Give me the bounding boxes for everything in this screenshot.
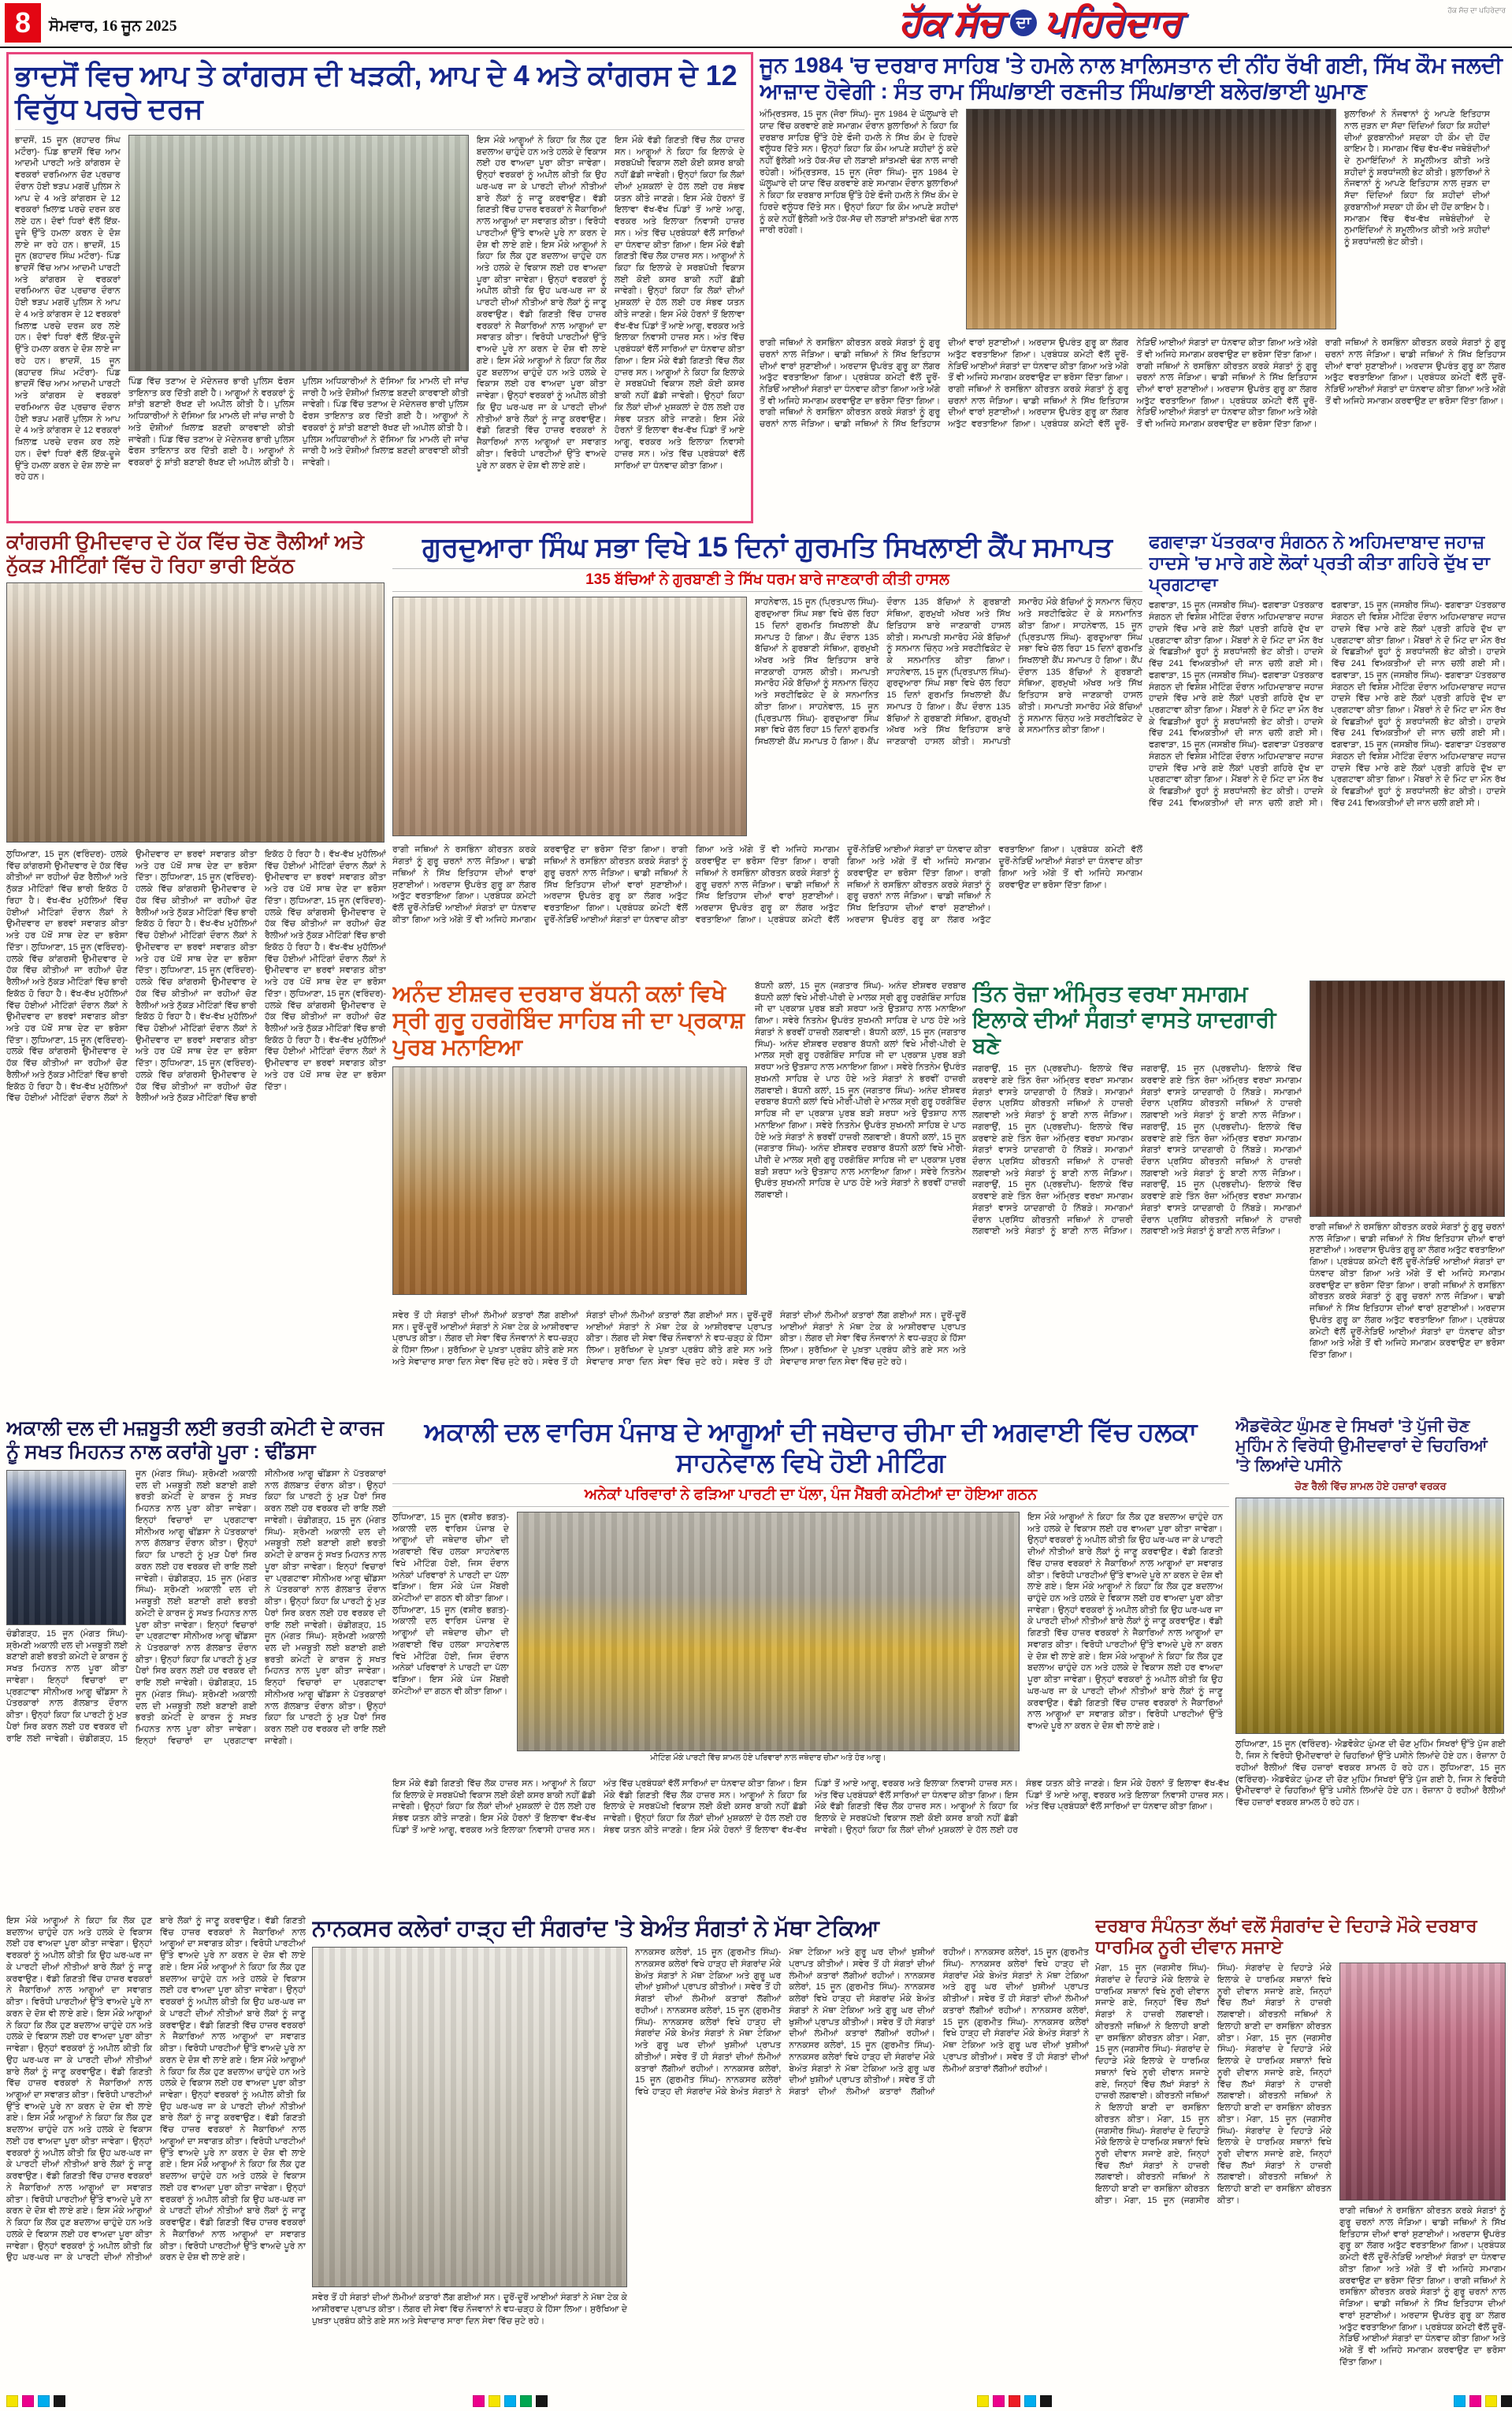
registration-mark bbox=[1024, 2395, 1036, 2407]
masthead bbox=[788, 0, 1292, 46]
article-text-column: ਲੁਧਿਆਣਾ, 15 ਜੂਨ (ਵਰਿੰਦਰ)- ਐਡਵੋਕੇਟ ਘੁੰਮਣ ਦੀ ਚੋਣ ਮੁਹਿੰਮ ਸਿਖਰਾਂ ਉੱਤੇ ਪੁੱਜ ਗਈ ਹੈ, ਜਿਸ ਨੇ ਵਿਰੋਧੀ ਉਮੀਦਵਾਰਾਂ ਦੇ ਚਿਹਰਿਆਂ ਉੱਤੇ ਪਸੀਨੇ ਲਿਆਂਦੇ ਹੋਏ ਹਨ। ਰੋਜ਼ਾਨਾ ਹੋ ਰਹੀਆਂ ਰੈਲੀਆਂ ਵਿੱਚ ਹਜ਼ਾਰਾਂ ਵਰਕਰ ਸ਼ਾਮਲ ਹੋ ਰਹੇ ਹਨ। ਲੁਧਿਆਣਾ, 15 ਜੂਨ (ਵਰਿੰਦਰ)- ਐਡਵੋਕੇਟ ਘੁੰਮਣ ਦੀ ਚੋਣ ਮੁਹਿੰਮ ਸਿਖਰਾਂ ਉੱਤੇ ਪੁੱਜ ਗਈ ਹੈ, ਜਿਸ ਨੇ ਵਿਰੋਧੀ ਉਮੀਦਵਾਰਾਂ ਦੇ ਚਿਹਰਿਆਂ ਉੱਤੇ ਪਸੀਨੇ ਲਿਆਂਦੇ ਹੋਏ ਹਨ। ਰੋਜ਼ਾਨਾ ਹੋ ਰਹੀਆਂ ਰੈਲੀਆਂ ਵਿੱਚ ਹਜ਼ਾਰਾਂ ਵਰਕਰ ਸ਼ਾਮਲ ਹੋ ਰਹੇ ਹਨ। bbox=[1235, 1739, 1506, 1807]
rally-crowd-photo bbox=[6, 582, 385, 843]
diwan-hall-photo bbox=[1310, 980, 1505, 1217]
registration-mark bbox=[1454, 2395, 1466, 2407]
article-text-column: ਜਗਰਾਉਂ, 15 ਜੂਨ (ਪ੍ਰਭਦੀਪ)- ਇਲਾਕੇ ਵਿੱਚ ਕਰਵਾਏ ਗਏ ਤਿੰਨ ਰੋਜ਼ਾ ਅੰਮ੍ਰਿਤ ਵਰਖਾ ਸਮਾਗਮ ਸੰਗਤਾਂ ਵਾਸਤੇ ਯਾਦਗਾਰੀ ਹੋ ਨਿੱਬੜੇ। ਸਮਾਗਮਾਂ ਦੌਰਾਨ ਪ੍ਰਸਿੱਧ ਕੀਰਤਨੀ ਜਥਿਆਂ ਨੇ ਹਾਜ਼ਰੀ ਲਗਵਾਈ ਅਤੇ ਸੰਗਤਾਂ ਨੂੰ ਬਾਣੀ ਨਾਲ ਜੋੜਿਆ। ਜਗਰਾਉਂ, 15 ਜੂਨ (ਪ੍ਰਭਦੀਪ)- ਇਲਾਕੇ ਵਿੱਚ ਕਰਵਾਏ ਗਏ ਤਿੰਨ ਰੋਜ਼ਾ ਅੰਮ੍ਰਿਤ ਵਰਖਾ ਸਮਾਗਮ ਸੰਗਤਾਂ ਵਾਸਤੇ ਯਾਦਗਾਰੀ ਹੋ ਨਿੱਬੜੇ। ਸਮਾਗਮਾਂ ਦੌਰਾਨ ਪ੍ਰਸਿੱਧ ਕੀਰਤਨੀ ਜਥਿਆਂ ਨੇ ਹਾਜ਼ਰੀ ਲਗਵਾਈ ਅਤੇ ਸੰਗਤਾਂ ਨੂੰ ਬਾਣੀ ਨਾਲ ਜੋੜਿਆ। ਜਗਰਾਉਂ, 15 ਜੂਨ (ਪ੍ਰਭਦੀਪ)- ਇਲਾਕੇ ਵਿੱਚ ਕਰਵਾਏ ਗਏ ਤਿੰਨ ਰੋਜ਼ਾ ਅੰਮ੍ਰਿਤ ਵਰਖਾ ਸਮਾਗਮ ਸੰਗਤਾਂ ਵਾਸਤੇ ਯਾਦਗਾਰੀ ਹੋ ਨਿੱਬੜੇ। ਸਮਾਗਮਾਂ ਦੌਰਾਨ ਪ੍ਰਸਿੱਧ ਕੀਰਤਨੀ ਜਥਿਆਂ ਨੇ ਹਾਜ਼ਰੀ ਲਗਵਾਈ ਅਤੇ ਸੰਗਤਾਂ ਨੂੰ ਬਾਣੀ ਨਾਲ ਜੋੜਿਆ। ਜਗਰਾਉਂ, 15 ਜੂਨ (ਪ੍ਰਭਦੀਪ)- ਇਲਾਕੇ ਵਿੱਚ ਕਰਵਾਏ ਗਏ ਤਿੰਨ ਰੋਜ਼ਾ ਅੰਮ੍ਰਿਤ ਵਰਖਾ ਸਮਾਗਮ ਸੰਗਤਾਂ ਵਾਸਤੇ ਯਾਦਗਾਰੀ ਹੋ ਨਿੱਬੜੇ। ਸਮਾਗਮਾਂ ਦੌਰਾਨ ਪ੍ਰਸਿੱਧ ਕੀਰਤਨੀ ਜਥਿਆਂ ਨੇ ਹਾਜ਼ਰੀ ਲਗਵਾਈ ਅਤੇ ਸੰਗਤਾਂ ਨੂੰ ਬਾਣੀ ਨਾਲ ਜੋੜਿਆ। ਜਗਰਾਉਂ, 15 ਜੂਨ (ਪ੍ਰਭਦੀਪ)- ਇਲਾਕੇ ਵਿੱਚ ਕਰਵਾਏ ਗਏ ਤਿੰਨ ਰੋਜ਼ਾ ਅੰਮ੍ਰਿਤ ਵਰਖਾ ਸਮਾਗਮ ਸੰਗਤਾਂ ਵਾਸਤੇ ਯਾਦਗਾਰੀ ਹੋ ਨਿੱਬੜੇ। ਸਮਾਗਮਾਂ ਦੌਰਾਨ ਪ੍ਰਸਿੱਧ ਕੀਰਤਨੀ ਜਥਿਆਂ ਨੇ ਹਾਜ਼ਰੀ ਲਗਵਾਈ ਅਤੇ ਸੰਗਤਾਂ ਨੂੰ ਬਾਣੀ ਨਾਲ ਜੋੜਿਆ। ਜਗਰਾਉਂ, 15 ਜੂਨ (ਪ੍ਰਭਦੀਪ)- ਇਲਾਕੇ ਵਿੱਚ ਕਰਵਾਏ ਗਏ ਤਿੰਨ ਰੋਜ਼ਾ ਅੰਮ੍ਰਿਤ ਵਰਖਾ ਸਮਾਗਮ ਸੰਗਤਾਂ ਵਾਸਤੇ ਯਾਦਗਾਰੀ ਹੋ ਨਿੱਬੜੇ। ਸਮਾਗਮਾਂ ਦੌਰਾਨ ਪ੍ਰਸਿੱਧ ਕੀਰਤਨੀ ਜਥਿਆਂ ਨੇ ਹਾਜ਼ਰੀ ਲਗਵਾਈ ਅਤੇ ਸੰਗਤਾਂ ਨੂੰ ਬਾਣੀ ਨਾਲ ਜੋੜਿਆ। bbox=[972, 1064, 1302, 1237]
masthead-word: ਹੱਕ bbox=[898, 2, 946, 43]
article-sangrand-diwan bbox=[1095, 1915, 1506, 2396]
registration-mark bbox=[977, 2395, 989, 2407]
article-text-column: ਫਗਵਾੜਾ, 15 ਜੂਨ (ਜਸਬੀਰ ਸਿੰਘ)- ਫਗਵਾੜਾ ਪੱਤਰਕਾਰ ਸੰਗਠਨ ਦੀ ਵਿਸ਼ੇਸ਼ ਮੀਟਿੰਗ ਦੌਰਾਨ ਅਹਿਮਦਾਬਾਦ ਜਹਾਜ਼ ਹਾਦਸੇ ਵਿੱਚ ਮਾਰੇ ਗਏ ਲੋਕਾਂ ਪ੍ਰਤੀ ਗਹਿਰੇ ਦੁੱਖ ਦਾ ਪ੍ਰਗਟਾਵਾ ਕੀਤਾ ਗਿਆ। ਮੈਂਬਰਾਂ ਨੇ ਦੋ ਮਿੰਟ ਦਾ ਮੌਨ ਰੱਖ ਕੇ ਵਿਛੜੀਆਂ ਰੂਹਾਂ ਨੂੰ ਸ਼ਰਧਾਂਜਲੀ ਭੇਟ ਕੀਤੀ। ਹਾਦਸੇ ਵਿੱਚ 241 ਵਿਅਕਤੀਆਂ ਦੀ ਜਾਨ ਚਲੀ ਗਈ ਸੀ। ਫਗਵਾੜਾ, 15 ਜੂਨ (ਜਸਬੀਰ ਸਿੰਘ)- ਫਗਵਾੜਾ ਪੱਤਰਕਾਰ ਸੰਗਠਨ ਦੀ ਵਿਸ਼ੇਸ਼ ਮੀਟਿੰਗ ਦੌਰਾਨ ਅਹਿਮਦਾਬਾਦ ਜਹਾਜ਼ ਹਾਦਸੇ ਵਿੱਚ ਮਾਰੇ ਗਏ ਲੋਕਾਂ ਪ੍ਰਤੀ ਗਹਿਰੇ ਦੁੱਖ ਦਾ ਪ੍ਰਗਟਾਵਾ ਕੀਤਾ ਗਿਆ। ਮੈਂਬਰਾਂ ਨੇ ਦੋ ਮਿੰਟ ਦਾ ਮੌਨ ਰੱਖ ਕੇ ਵਿਛੜੀਆਂ ਰੂਹਾਂ ਨੂੰ ਸ਼ਰਧਾਂਜਲੀ ਭੇਟ ਕੀਤੀ। ਹਾਦਸੇ ਵਿੱਚ 241 ਵਿਅਕਤੀਆਂ ਦੀ ਜਾਨ ਚਲੀ ਗਈ ਸੀ। ਫਗਵਾੜਾ, 15 ਜੂਨ (ਜਸਬੀਰ ਸਿੰਘ)- ਫਗਵਾੜਾ ਪੱਤਰਕਾਰ ਸੰਗਠਨ ਦੀ ਵਿਸ਼ੇਸ਼ ਮੀਟਿੰਗ ਦੌਰਾਨ ਅਹਿਮਦਾਬਾਦ ਜਹਾਜ਼ ਹਾਦਸੇ ਵਿੱਚ ਮਾਰੇ ਗਏ ਲੋਕਾਂ ਪ੍ਰਤੀ ਗਹਿਰੇ ਦੁੱਖ ਦਾ ਪ੍ਰਗਟਾਵਾ ਕੀਤਾ ਗਿਆ। ਮੈਂਬਰਾਂ ਨੇ ਦੋ ਮਿੰਟ ਦਾ ਮੌਨ ਰੱਖ ਕੇ ਵਿਛੜੀਆਂ ਰੂਹਾਂ ਨੂੰ ਸ਼ਰਧਾਂਜਲੀ ਭੇਟ ਕੀਤੀ। ਹਾਦਸੇ ਵਿੱਚ 241 ਵਿਅਕਤੀਆਂ ਦੀ ਜਾਨ ਚਲੀ ਗਈ ਸੀ। ਫਗਵਾੜਾ, 15 ਜੂਨ (ਜਸਬੀਰ ਸਿੰਘ)- ਫਗਵਾੜਾ ਪੱਤਰਕਾਰ ਸੰਗਠਨ ਦੀ ਵਿਸ਼ੇਸ਼ ਮੀਟਿੰਗ ਦੌਰਾਨ ਅਹਿਮਦਾਬਾਦ ਜਹਾਜ਼ ਹਾਦਸੇ ਵਿੱਚ ਮਾਰੇ ਗਏ ਲੋਕਾਂ ਪ੍ਰਤੀ ਗਹਿਰੇ ਦੁੱਖ ਦਾ ਪ੍ਰਗਟਾਵਾ ਕੀਤਾ ਗਿਆ। ਮੈਂਬਰਾਂ ਨੇ ਦੋ ਮਿੰਟ ਦਾ ਮੌਨ ਰੱਖ ਕੇ ਵਿਛੜੀਆਂ ਰੂਹਾਂ ਨੂੰ ਸ਼ਰਧਾਂਜਲੀ ਭੇਟ ਕੀਤੀ। ਹਾਦਸੇ ਵਿੱਚ 241 ਵਿਅਕਤੀਆਂ ਦੀ ਜਾਨ ਚਲੀ ਗਈ ਸੀ। ਫਗਵਾੜਾ, 15 ਜੂਨ (ਜਸਬੀਰ ਸਿੰਘ)- ਫਗਵਾੜਾ ਪੱਤਰਕਾਰ ਸੰਗਠਨ ਦੀ ਵਿਸ਼ੇਸ਼ ਮੀਟਿੰਗ ਦੌਰਾਨ ਅਹਿਮਦਾਬਾਦ ਜਹਾਜ਼ ਹਾਦਸੇ ਵਿੱਚ ਮਾਰੇ ਗਏ ਲੋਕਾਂ ਪ੍ਰਤੀ ਗਹਿਰੇ ਦੁੱਖ ਦਾ ਪ੍ਰਗਟਾਵਾ ਕੀਤਾ ਗਿਆ। ਮੈਂਬਰਾਂ ਨੇ ਦੋ ਮਿੰਟ ਦਾ ਮੌਨ ਰੱਖ ਕੇ ਵਿਛੜੀਆਂ ਰੂਹਾਂ ਨੂੰ ਸ਼ਰਧਾਂਜਲੀ ਭੇਟ ਕੀਤੀ। ਹਾਦਸੇ ਵਿੱਚ 241 ਵਿਅਕਤੀਆਂ ਦੀ ਜਾਨ ਚਲੀ ਗਈ ਸੀ। ਫਗਵਾੜਾ, 15 ਜੂਨ (ਜਸਬੀਰ ਸਿੰਘ)- ਫਗਵਾੜਾ ਪੱਤਰਕਾਰ ਸੰਗਠਨ ਦੀ ਵਿਸ਼ੇਸ਼ ਮੀਟਿੰਗ ਦੌਰਾਨ ਅਹਿਮਦਾਬਾਦ ਜਹਾਜ਼ ਹਾਦਸੇ ਵਿੱਚ ਮਾਰੇ ਗਏ ਲੋਕਾਂ ਪ੍ਰਤੀ ਗਹਿਰੇ ਦੁੱਖ ਦਾ ਪ੍ਰਗਟਾਵਾ ਕੀਤਾ ਗਿਆ। ਮੈਂਬਰਾਂ ਨੇ ਦੋ ਮਿੰਟ ਦਾ ਮੌਨ ਰੱਖ ਕੇ ਵਿਛੜੀਆਂ ਰੂਹਾਂ ਨੂੰ ਸ਼ਰਧਾਂਜਲੀ ਭੇਟ ਕੀਤੀ। ਹਾਦਸੇ ਵਿੱਚ 241 ਵਿਅਕਤੀਆਂ ਦੀ ਜਾਨ ਚਲੀ ਗਈ ਸੀ। bbox=[1149, 601, 1506, 808]
masthead-word: ਸੱਚ bbox=[953, 2, 1002, 43]
article-text-column bbox=[6, 1468, 386, 1869]
article-phagwara bbox=[1149, 531, 1506, 974]
registration-mark bbox=[1009, 2395, 1020, 2407]
article-text-column: ਅੰਮ੍ਰਿਤਸਰ, 15 ਜੂਨ (ਜੋਰਾ ਸਿੰਘ)- ਜੂਨ 1984 ਦੇ ਘੱਲੂਘਾਰੇ ਦੀ ਯਾਦ ਵਿੱਚ ਕਰਵਾਏ ਗਏ ਸਮਾਗਮ ਦੌਰਾਨ ਬੁਲਾਰਿਆਂ ਨੇ ਕਿਹਾ ਕਿ ਦਰਬਾਰ ਸਾਹਿਬ ਉੱਤੇ ਹੋਏ ਫੌਜੀ ਹਮਲੇ ਨੇ ਸਿੱਖ ਕੌਮ ਦੇ ਹਿਰਦੇ ਵਲੂੰਧਰ ਦਿੱਤੇ ਸਨ। ਉਨ੍ਹਾਂ ਕਿਹਾ ਕਿ ਕੌਮ ਆਪਣੇ ਸ਼ਹੀਦਾਂ ਨੂੰ ਕਦੇ ਨਹੀਂ ਭੁੱਲੇਗੀ ਅਤੇ ਹੱਕ-ਸੱਚ ਦੀ ਲੜਾਈ ਸ਼ਾਂਤਮਈ ਢੰਗ ਨਾਲ ਜਾਰੀ ਰਹੇਗੀ। ਅੰਮ੍ਰਿਤਸਰ, 15 ਜੂਨ (ਜੋਰਾ ਸਿੰਘ)- ਜੂਨ 1984 ਦੇ ਘੱਲੂਘਾਰੇ ਦੀ ਯਾਦ ਵਿੱਚ ਕਰਵਾਏ ਗਏ ਸਮਾਗਮ ਦੌਰਾਨ ਬੁਲਾਰਿਆਂ ਨੇ ਕਿਹਾ ਕਿ ਦਰਬਾਰ ਸਾਹਿਬ ਉੱਤੇ ਹੋਏ ਫੌਜੀ ਹਮਲੇ ਨੇ ਸਿੱਖ ਕੌਮ ਦੇ ਹਿਰਦੇ ਵਲੂੰਧਰ ਦਿੱਤੇ ਸਨ। ਉਨ੍ਹਾਂ ਕਿਹਾ ਕਿ ਕੌਮ ਆਪਣੇ ਸ਼ਹੀਦਾਂ ਨੂੰ ਕਦੇ ਨਹੀਂ ਭੁੱਲੇਗੀ ਅਤੇ ਹੱਕ-ਸੱਚ ਦੀ ਲੜਾਈ ਸ਼ਾਂਤਮਈ ਢੰਗ ਨਾਲ ਜਾਰੀ ਰਹੇਗੀ। bbox=[760, 110, 958, 236]
article-waris-punjab bbox=[392, 1417, 1229, 1909]
article-text-column: ਰਾਗੀ ਜਥਿਆਂ ਨੇ ਰਸਭਿੰਨਾ ਕੀਰਤਨ ਕਰਕੇ ਸੰਗਤਾਂ ਨੂੰ ਗੁਰੂ ਚਰਨਾਂ ਨਾਲ ਜੋੜਿਆ। ਢਾਡੀ ਜਥਿਆਂ ਨੇ ਸਿੱਖ ਇਤਿਹਾਸ ਦੀਆਂ ਵਾਰਾਂ ਸੁਣਾਈਆਂ। ਅਰਦਾਸ ਉਪਰੰਤ ਗੁਰੂ ਕਾ ਲੰਗਰ ਅਤੁੱਟ ਵਰਤਾਇਆ ਗਿਆ। ਪ੍ਰਬੰਧਕ ਕਮੇਟੀ ਵੱਲੋਂ ਦੂਰੋਂ-ਨੇੜਿਓਂ ਆਈਆਂ ਸੰਗਤਾਂ ਦਾ ਧੰਨਵਾਦ ਕੀਤਾ ਗਿਆ ਅਤੇ ਅੱਗੇ ਤੋਂ ਵੀ ਅਜਿਹੇ ਸਮਾਗਮ ਕਰਵਾਉਣ ਦਾ ਭਰੋਸਾ ਦਿੱਤਾ ਗਿਆ। ਰਾਗੀ ਜਥਿਆਂ ਨੇ ਰਸਭਿੰਨਾ ਕੀਰਤਨ ਕਰਕੇ ਸੰਗਤਾਂ ਨੂੰ ਗੁਰੂ ਚਰਨਾਂ ਨਾਲ ਜੋੜਿਆ। ਢਾਡੀ ਜਥਿਆਂ ਨੇ ਸਿੱਖ ਇਤਿਹਾਸ ਦੀਆਂ ਵਾਰਾਂ ਸੁਣਾਈਆਂ। ਅਰਦਾਸ ਉਪਰੰਤ ਗੁਰੂ ਕਾ ਲੰਗਰ ਅਤੁੱਟ ਵਰਤਾਇਆ ਗਿਆ। ਪ੍ਰਬੰਧਕ ਕਮੇਟੀ ਵੱਲੋਂ ਦੂਰੋਂ-ਨੇੜਿਓਂ ਆਈਆਂ ਸੰਗਤਾਂ ਦਾ ਧੰਨਵਾਦ ਕੀਤਾ ਗਿਆ ਅਤੇ ਅੱਗੇ ਤੋਂ ਵੀ ਅਜਿਹੇ ਸਮਾਗਮ ਕਰਵਾਉਣ ਦਾ ਭਰੋਸਾ ਦਿੱਤਾ ਗਿਆ। ਰਾਗੀ ਜਥਿਆਂ ਨੇ ਰਸਭਿੰਨਾ ਕੀਰਤਨ ਕਰਕੇ ਸੰਗਤਾਂ ਨੂੰ ਗੁਰੂ ਚਰਨਾਂ ਨਾਲ ਜੋੜਿਆ। ਢਾਡੀ ਜਥਿਆਂ ਨੇ ਸਿੱਖ ਇਤਿਹਾਸ ਦੀਆਂ ਵਾਰਾਂ ਸੁਣਾਈਆਂ। ਅਰਦਾਸ ਉਪਰੰਤ ਗੁਰੂ ਕਾ ਲੰਗਰ ਅਤੁੱਟ ਵਰਤਾਇਆ ਗਿਆ। ਪ੍ਰਬੰਧਕ ਕਮੇਟੀ ਵੱਲੋਂ ਦੂਰੋਂ-ਨੇੜਿਓਂ ਆਈਆਂ ਸੰਗਤਾਂ ਦਾ ਧੰਨਵਾਦ ਕੀਤਾ ਗਿਆ ਅਤੇ ਅੱਗੇ ਤੋਂ ਵੀ ਅਜਿਹੇ ਸਮਾਗਮ ਕਰਵਾਉਣ ਦਾ ਭਰੋਸਾ ਦਿੱਤਾ ਗਿਆ। ਰਾਗੀ ਜਥਿਆਂ ਨੇ ਰਸਭਿੰਨਾ ਕੀਰਤਨ ਕਰਕੇ ਸੰਗਤਾਂ ਨੂੰ ਗੁਰੂ ਚਰਨਾਂ ਨਾਲ ਜੋੜਿਆ। ਢਾਡੀ ਜਥਿਆਂ ਨੇ ਸਿੱਖ ਇਤਿਹਾਸ ਦੀਆਂ ਵਾਰਾਂ ਸੁਣਾਈਆਂ। ਅਰਦਾਸ ਉਪਰੰਤ ਗੁਰੂ ਕਾ ਲੰਗਰ ਅਤੁੱਟ ਵਰਤਾਇਆ ਗਿਆ। ਪ੍ਰਬੰਧਕ ਕਮੇਟੀ ਵੱਲੋਂ ਦੂਰੋਂ-ਨੇੜਿਓਂ ਆਈਆਂ ਸੰਗਤਾਂ ਦਾ ਧੰਨਵਾਦ ਕੀਤਾ ਗਿਆ ਅਤੇ ਅੱਗੇ ਤੋਂ ਵੀ ਅਜਿਹੇ ਸਮਾਗਮ ਕਰਵਾਉਣ ਦਾ ਭਰੋਸਾ ਦਿੱਤਾ ਗਿਆ। ਰਾਗੀ ਜਥਿਆਂ ਨੇ ਰਸਭਿੰਨਾ ਕੀਰਤਨ ਕਰਕੇ ਸੰਗਤਾਂ ਨੂੰ ਗੁਰੂ ਚਰਨਾਂ ਨਾਲ ਜੋੜਿਆ। ਢਾਡੀ ਜਥਿਆਂ ਨੇ ਸਿੱਖ ਇਤਿਹਾਸ ਦੀਆਂ ਵਾਰਾਂ ਸੁਣਾਈਆਂ। ਅਰਦਾਸ ਉਪਰੰਤ ਗੁਰੂ ਕਾ ਲੰਗਰ ਅਤੁੱਟ ਵਰਤਾਇਆ ਗਿਆ। ਪ੍ਰਬੰਧਕ ਕਮੇਟੀ ਵੱਲੋਂ ਦੂਰੋਂ-ਨੇੜਿਓਂ ਆਈਆਂ ਸੰਗਤਾਂ ਦਾ ਧੰਨਵਾਦ ਕੀਤਾ ਗਿਆ ਅਤੇ ਅੱਗੇ ਤੋਂ ਵੀ ਅਜਿਹੇ ਸਮਾਗਮ ਕਰਵਾਉਣ ਦਾ ਭਰੋਸਾ ਦਿੱਤਾ ਗਿਆ। bbox=[760, 338, 1506, 430]
article-photo-block bbox=[392, 980, 747, 1304]
diwan-crowd-photo bbox=[1339, 1963, 1506, 2201]
registration-mark bbox=[520, 2395, 532, 2407]
registration-mark bbox=[1485, 2395, 1497, 2407]
article-text-column: ਨਾਨਕਸਰ ਕਲੇਰਾਂ, 15 ਜੂਨ (ਗੁਰਮੀਤ ਸਿੰਘ)- ਨਾਨਕਸਰ ਕਲੇਰਾਂ ਵਿਖੇ ਹਾੜ੍ਹ ਦੀ ਸੰਗਰਾਂਦ ਮੌਕੇ ਬੇਅੰਤ ਸੰਗਤਾਂ ਨੇ ਮੱਥਾ ਟੇਕਿਆ ਅਤੇ ਗੁਰੂ ਘਰ ਦੀਆਂ ਖੁਸ਼ੀਆਂ ਪ੍ਰਾਪਤ ਕੀਤੀਆਂ। ਸਵੇਰ ਤੋਂ ਹੀ ਸੰਗਤਾਂ ਦੀਆਂ ਲੰਮੀਆਂ ਕਤਾਰਾਂ ਲੱਗੀਆਂ ਰਹੀਆਂ। ਨਾਨਕਸਰ ਕਲੇਰਾਂ, 15 ਜੂਨ (ਗੁਰਮੀਤ ਸਿੰਘ)- ਨਾਨਕਸਰ ਕਲੇਰਾਂ ਵਿਖੇ ਹਾੜ੍ਹ ਦੀ ਸੰਗਰਾਂਦ ਮੌਕੇ ਬੇਅੰਤ ਸੰਗਤਾਂ ਨੇ ਮੱਥਾ ਟੇਕਿਆ ਅਤੇ ਗੁਰੂ ਘਰ ਦੀਆਂ ਖੁਸ਼ੀਆਂ ਪ੍ਰਾਪਤ ਕੀਤੀਆਂ। ਸਵੇਰ ਤੋਂ ਹੀ ਸੰਗਤਾਂ ਦੀਆਂ ਲੰਮੀਆਂ ਕਤਾਰਾਂ ਲੱਗੀਆਂ ਰਹੀਆਂ। ਨਾਨਕਸਰ ਕਲੇਰਾਂ, 15 ਜੂਨ (ਗੁਰਮੀਤ ਸਿੰਘ)- ਨਾਨਕਸਰ ਕਲੇਰਾਂ ਵਿਖੇ ਹਾੜ੍ਹ ਦੀ ਸੰਗਰਾਂਦ ਮੌਕੇ ਬੇਅੰਤ ਸੰਗਤਾਂ ਨੇ ਮੱਥਾ ਟੇਕਿਆ ਅਤੇ ਗੁਰੂ ਘਰ ਦੀਆਂ ਖੁਸ਼ੀਆਂ ਪ੍ਰਾਪਤ ਕੀਤੀਆਂ। ਸਵੇਰ ਤੋਂ ਹੀ ਸੰਗਤਾਂ ਦੀਆਂ ਲੰਮੀਆਂ ਕਤਾਰਾਂ ਲੱਗੀਆਂ ਰਹੀਆਂ। ਨਾਨਕਸਰ ਕਲੇਰਾਂ, 15 ਜੂਨ (ਗੁਰਮੀਤ ਸਿੰਘ)- ਨਾਨਕਸਰ ਕਲੇਰਾਂ ਵਿਖੇ ਹਾੜ੍ਹ ਦੀ ਸੰਗਰਾਂਦ ਮੌਕੇ ਬੇਅੰਤ ਸੰਗਤਾਂ ਨੇ ਮੱਥਾ ਟੇਕਿਆ ਅਤੇ ਗੁਰੂ ਘਰ ਦੀਆਂ ਖੁਸ਼ੀਆਂ ਪ੍ਰਾਪਤ ਕੀਤੀਆਂ। ਸਵੇਰ ਤੋਂ ਹੀ ਸੰਗਤਾਂ ਦੀਆਂ ਲੰਮੀਆਂ ਕਤਾਰਾਂ ਲੱਗੀਆਂ ਰਹੀਆਂ। ਨਾਨਕਸਰ ਕਲੇਰਾਂ, 15 ਜੂਨ (ਗੁਰਮੀਤ ਸਿੰਘ)- ਨਾਨਕਸਰ ਕਲੇਰਾਂ ਵਿਖੇ ਹਾੜ੍ਹ ਦੀ ਸੰਗਰਾਂਦ ਮੌਕੇ ਬੇਅੰਤ ਸੰਗਤਾਂ ਨੇ ਮੱਥਾ ਟੇਕਿਆ ਅਤੇ ਗੁਰੂ ਘਰ ਦੀਆਂ ਖੁਸ਼ੀਆਂ ਪ੍ਰਾਪਤ ਕੀਤੀਆਂ। ਸਵੇਰ ਤੋਂ ਹੀ ਸੰਗਤਾਂ ਦੀਆਂ ਲੰਮੀਆਂ ਕਤਾਰਾਂ ਲੱਗੀਆਂ ਰਹੀਆਂ। ਨਾਨਕਸਰ ਕਲੇਰਾਂ, 15 ਜੂਨ (ਗੁਰਮੀਤ ਸਿੰਘ)- ਨਾਨਕਸਰ ਕਲੇਰਾਂ ਵਿਖੇ ਹਾੜ੍ਹ ਦੀ ਸੰਗਰਾਂਦ ਮੌਕੇ ਬੇਅੰਤ ਸੰਗਤਾਂ ਨੇ ਮੱਥਾ ਟੇਕਿਆ ਅਤੇ ਗੁਰੂ ਘਰ ਦੀਆਂ ਖੁਸ਼ੀਆਂ ਪ੍ਰਾਪਤ ਕੀਤੀਆਂ। ਸਵੇਰ ਤੋਂ ਹੀ ਸੰਗਤਾਂ ਦੀਆਂ ਲੰਮੀਆਂ ਕਤਾਰਾਂ ਲੱਗੀਆਂ ਰਹੀਆਂ। ਨਾਨਕਸਰ ਕਲੇਰਾਂ, 15 ਜੂਨ (ਗੁਰਮੀਤ ਸਿੰਘ)- ਨਾਨਕਸਰ ਕਲੇਰਾਂ ਵਿਖੇ ਹਾੜ੍ਹ ਦੀ ਸੰਗਰਾਂਦ ਮੌਕੇ ਬੇਅੰਤ ਸੰਗਤਾਂ ਨੇ ਮੱਥਾ ਟੇਕਿਆ ਅਤੇ ਗੁਰੂ ਘਰ ਦੀਆਂ ਖੁਸ਼ੀਆਂ ਪ੍ਰਾਪਤ ਕੀਤੀਆਂ। ਸਵੇਰ ਤੋਂ ਹੀ ਸੰਗਤਾਂ ਦੀਆਂ ਲੰਮੀਆਂ ਕਤਾਰਾਂ ਲੱਗੀਆਂ ਰਹੀਆਂ। bbox=[635, 1948, 1089, 2097]
article-text-column: ਲੁਧਿਆਣਾ, 15 ਜੂਨ (ਵਸ਼ੀਰ ਭਗਤ)- ਅਕਾਲੀ ਦਲ ਵਾਰਿਸ ਪੰਜਾਬ ਦੇ ਆਗੂਆਂ ਦੀ ਜਥੇਦਾਰ ਚੀਮਾ ਦੀ ਅਗਵਾਈ ਵਿੱਚ ਹਲਕਾ ਸਾਹਨੇਵਾਲ ਵਿਖੇ ਮੀਟਿੰਗ ਹੋਈ, ਜਿਸ ਦੌਰਾਨ ਅਨੇਕਾਂ ਪਰਿਵਾਰਾਂ ਨੇ ਪਾਰਟੀ ਦਾ ਪੱਲਾ ਫੜਿਆ। ਇਸ ਮੌਕੇ ਪੰਜ ਮੈਂਬਰੀ ਕਮੇਟੀਆਂ ਦਾ ਗਠਨ ਵੀ ਕੀਤਾ ਗਿਆ। ਲੁਧਿਆਣਾ, 15 ਜੂਨ (ਵਸ਼ੀਰ ਭਗਤ)- ਅਕਾਲੀ ਦਲ ਵਾਰਿਸ ਪੰਜਾਬ ਦੇ ਆਗੂਆਂ ਦੀ ਜਥੇਦਾਰ ਚੀਮਾ ਦੀ ਅਗਵਾਈ ਵਿੱਚ ਹਲਕਾ ਸਾਹਨੇਵਾਲ ਵਿਖੇ ਮੀਟਿੰਗ ਹੋਈ, ਜਿਸ ਦੌਰਾਨ ਅਨੇਕਾਂ ਪਰਿਵਾਰਾਂ ਨੇ ਪਾਰਟੀ ਦਾ ਪੱਲਾ ਫੜਿਆ। ਇਸ ਮੌਕੇ ਪੰਜ ਮੈਂਬਰੀ ਕਮੇਟੀਆਂ ਦਾ ਗਠਨ ਵੀ ਕੀਤਾ ਗਿਆ। bbox=[392, 1512, 509, 1696]
article-dhindsa-continued bbox=[6, 1915, 306, 2396]
photo-caption: ਮੀਟਿੰਗ ਮੌਕੇ ਪਾਰਟੀ ਵਿੱਚ ਸ਼ਾਮਲ ਹੋਏ ਪਰਿਵਾਰਾਂ ਨਾਲ ਜਥੇਦਾਰ ਚੀਮਾ ਅਤੇ ਹੋਰ ਆਗੂ। bbox=[650, 1753, 886, 1762]
article-subhead: 135 ਬੱਚਿਆਂ ਨੇ ਗੁਰਬਾਣੀ ਤੇ ਸਿੱਖ ਧਰਮ ਬਾਰੇ ਜਾਣਕਾਰੀ ਕੀਤੀ ਹਾਸਲ bbox=[392, 568, 1142, 592]
article-text-column: ਬੱਧਨੀ ਕਲਾਂ, 15 ਜੂਨ (ਜਗਤਾਰ ਸਿੰਘ)- ਅਨੰਦ ਈਸ਼ਵਰ ਦਰਬਾਰ ਬੱਧਨੀ ਕਲਾਂ ਵਿਖੇ ਮੀਰੀ-ਪੀਰੀ ਦੇ ਮਾਲਕ ਸ੍ਰੀ ਗੁਰੂ ਹਰਗੋਬਿੰਦ ਸਾਹਿਬ ਜੀ ਦਾ ਪ੍ਰਕਾਸ਼ ਪੁਰਬ ਬੜੀ ਸ਼ਰਧਾ ਅਤੇ ਉਤਸ਼ਾਹ ਨਾਲ ਮਨਾਇਆ ਗਿਆ। ਸਵੇਰੇ ਨਿਤਨੇਮ ਉਪਰੰਤ ਸੁਖਮਨੀ ਸਾਹਿਬ ਦੇ ਪਾਠ ਹੋਏ ਅਤੇ ਸੰਗਤਾਂ ਨੇ ਭਰਵੀਂ ਹਾਜ਼ਰੀ ਲਗਵਾਈ। ਬੱਧਨੀ ਕਲਾਂ, 15 ਜੂਨ (ਜਗਤਾਰ ਸਿੰਘ)- ਅਨੰਦ ਈਸ਼ਵਰ ਦਰਬਾਰ ਬੱਧਨੀ ਕਲਾਂ ਵਿਖੇ ਮੀਰੀ-ਪੀਰੀ ਦੇ ਮਾਲਕ ਸ੍ਰੀ ਗੁਰੂ ਹਰਗੋਬਿੰਦ ਸਾਹਿਬ ਜੀ ਦਾ ਪ੍ਰਕਾਸ਼ ਪੁਰਬ ਬੜੀ ਸ਼ਰਧਾ ਅਤੇ ਉਤਸ਼ਾਹ ਨਾਲ ਮਨਾਇਆ ਗਿਆ। ਸਵੇਰੇ ਨਿਤਨੇਮ ਉਪਰੰਤ ਸੁਖਮਨੀ ਸਾਹਿਬ ਦੇ ਪਾਠ ਹੋਏ ਅਤੇ ਸੰਗਤਾਂ ਨੇ ਭਰਵੀਂ ਹਾਜ਼ਰੀ ਲਗਵਾਈ। ਬੱਧਨੀ ਕਲਾਂ, 15 ਜੂਨ (ਜਗਤਾਰ ਸਿੰਘ)- ਅਨੰਦ ਈਸ਼ਵਰ ਦਰਬਾਰ ਬੱਧਨੀ ਕਲਾਂ ਵਿਖੇ ਮੀਰੀ-ਪੀਰੀ ਦੇ ਮਾਲਕ ਸ੍ਰੀ ਗੁਰੂ ਹਰਗੋਬਿੰਦ ਸਾਹਿਬ ਜੀ ਦਾ ਪ੍ਰਕਾਸ਼ ਪੁਰਬ ਬੜੀ ਸ਼ਰਧਾ ਅਤੇ ਉਤਸ਼ਾਹ ਨਾਲ ਮਨਾਇਆ ਗਿਆ। ਸਵੇਰੇ ਨਿਤਨੇਮ ਉਪਰੰਤ ਸੁਖਮਨੀ ਸਾਹਿਬ ਦੇ ਪਾਠ ਹੋਏ ਅਤੇ ਸੰਗਤਾਂ ਨੇ ਭਰਵੀਂ ਹਾਜ਼ਰੀ ਲਗਵਾਈ। ਬੱਧਨੀ ਕਲਾਂ, 15 ਜੂਨ (ਜਗਤਾਰ ਸਿੰਘ)- ਅਨੰਦ ਈਸ਼ਵਰ ਦਰਬਾਰ ਬੱਧਨੀ ਕਲਾਂ ਵਿਖੇ ਮੀਰੀ-ਪੀਰੀ ਦੇ ਮਾਲਕ ਸ੍ਰੀ ਗੁਰੂ ਹਰਗੋਬਿੰਦ ਸਾਹਿਬ ਜੀ ਦਾ ਪ੍ਰਕਾਸ਼ ਪੁਰਬ ਬੜੀ ਸ਼ਰਧਾ ਅਤੇ ਉਤਸ਼ਾਹ ਨਾਲ ਮਨਾਇਆ ਗਿਆ। ਸਵੇਰੇ ਨਿਤਨੇਮ ਉਪਰੰਤ ਸੁਖਮਨੀ ਸਾਹਿਬ ਦੇ ਪਾਠ ਹੋਏ ਅਤੇ ਸੰਗਤਾਂ ਨੇ ਭਰਵੀਂ ਹਾਜ਼ਰੀ ਲਗਵਾਈ। bbox=[755, 981, 966, 1200]
article-text-column: ਇਸ ਮੌਕੇ ਆਗੂਆਂ ਨੇ ਕਿਹਾ ਕਿ ਲੋਕ ਹੁਣ ਬਦਲਾਅ ਚਾਹੁੰਦੇ ਹਨ ਅਤੇ ਹਲਕੇ ਦੇ ਵਿਕਾਸ ਲਈ ਹਰ ਵਾਅਦਾ ਪੂਰਾ ਕੀਤਾ ਜਾਵੇਗਾ। ਉਨ੍ਹਾਂ ਵਰਕਰਾਂ ਨੂੰ ਅਪੀਲ ਕੀਤੀ ਕਿ ਉਹ ਘਰ-ਘਰ ਜਾ ਕੇ ਪਾਰਟੀ ਦੀਆਂ ਨੀਤੀਆਂ ਬਾਰੇ ਲੋਕਾਂ ਨੂੰ ਜਾਣੂ ਕਰਵਾਉਣ। ਵੱਡੀ ਗਿਣਤੀ ਵਿੱਚ ਹਾਜ਼ਰ ਵਰਕਰਾਂ ਨੇ ਜੈਕਾਰਿਆਂ ਨਾਲ ਆਗੂਆਂ ਦਾ ਸਵਾਗਤ ਕੀਤਾ। ਵਿਰੋਧੀ ਪਾਰਟੀਆਂ ਉੱਤੇ ਵਾਅਦੇ ਪੂਰੇ ਨਾ ਕਰਨ ਦੇ ਦੋਸ਼ ਵੀ ਲਾਏ ਗਏ। ਇਸ ਮੌਕੇ ਆਗੂਆਂ ਨੇ ਕਿਹਾ ਕਿ ਲੋਕ ਹੁਣ ਬਦਲਾਅ ਚਾਹੁੰਦੇ ਹਨ ਅਤੇ ਹਲਕੇ ਦੇ ਵਿਕਾਸ ਲਈ ਹਰ ਵਾਅਦਾ ਪੂਰਾ ਕੀਤਾ ਜਾਵੇਗਾ। ਉਨ੍ਹਾਂ ਵਰਕਰਾਂ ਨੂੰ ਅਪੀਲ ਕੀਤੀ ਕਿ ਉਹ ਘਰ-ਘਰ ਜਾ ਕੇ ਪਾਰਟੀ ਦੀਆਂ ਨੀਤੀਆਂ ਬਾਰੇ ਲੋਕਾਂ ਨੂੰ ਜਾਣੂ ਕਰਵਾਉਣ। ਵੱਡੀ ਗਿਣਤੀ ਵਿੱਚ ਹਾਜ਼ਰ ਵਰਕਰਾਂ ਨੇ ਜੈਕਾਰਿਆਂ ਨਾਲ ਆਗੂਆਂ ਦਾ ਸਵਾਗਤ ਕੀਤਾ। ਵਿਰੋਧੀ ਪਾਰਟੀਆਂ ਉੱਤੇ ਵਾਅਦੇ ਪੂਰੇ ਨਾ ਕਰਨ ਦੇ ਦੋਸ਼ ਵੀ ਲਾਏ ਗਏ। ਇਸ ਮੌਕੇ ਆਗੂਆਂ ਨੇ ਕਿਹਾ ਕਿ ਲੋਕ ਹੁਣ ਬਦਲਾਅ ਚਾਹੁੰਦੇ ਹਨ ਅਤੇ ਹਲਕੇ ਦੇ ਵਿਕਾਸ ਲਈ ਹਰ ਵਾਅਦਾ ਪੂਰਾ ਕੀਤਾ ਜਾਵੇਗਾ। ਉਨ੍ਹਾਂ ਵਰਕਰਾਂ ਨੂੰ ਅਪੀਲ ਕੀਤੀ ਕਿ ਉਹ ਘਰ-ਘਰ ਜਾ ਕੇ ਪਾਰਟੀ ਦੀਆਂ ਨੀਤੀਆਂ ਬਾਰੇ ਲੋਕਾਂ ਨੂੰ ਜਾਣੂ ਕਰਵਾਉਣ। ਵੱਡੀ ਗਿਣਤੀ ਵਿੱਚ ਹਾਜ਼ਰ ਵਰਕਰਾਂ ਨੇ ਜੈਕਾਰਿਆਂ ਨਾਲ ਆਗੂਆਂ ਦਾ ਸਵਾਗਤ ਕੀਤਾ। ਵਿਰੋਧੀ ਪਾਰਟੀਆਂ ਉੱਤੇ ਵਾਅਦੇ ਪੂਰੇ ਨਾ ਕਰਨ ਦੇ ਦੋਸ਼ ਵੀ ਲਾਏ ਗਏ। bbox=[1027, 1512, 1223, 1732]
registration-mark bbox=[1501, 2395, 1512, 2407]
article-text-column: ਇਸ ਮੌਕੇ ਵੱਡੀ ਗਿਣਤੀ ਵਿੱਚ ਲੋਕ ਹਾਜ਼ਰ ਸਨ। ਆਗੂਆਂ ਨੇ ਕਿਹਾ ਕਿ ਇਲਾਕੇ ਦੇ ਸਰਬਪੱਖੀ ਵਿਕਾਸ ਲਈ ਕੋਈ ਕਸਰ ਬਾਕੀ ਨਹੀਂ ਛੱਡੀ ਜਾਵੇਗੀ। ਉਨ੍ਹਾਂ ਕਿਹਾ ਕਿ ਲੋਕਾਂ ਦੀਆਂ ਮੁਸ਼ਕਲਾਂ ਦੇ ਹੱਲ ਲਈ ਹਰ ਸੰਭਵ ਯਤਨ ਕੀਤੇ ਜਾਣਗੇ। ਇਸ ਮੌਕੇ ਹੋਰਨਾਂ ਤੋਂ ਇਲਾਵਾ ਵੱਖ-ਵੱਖ ਪਿੰਡਾਂ ਤੋਂ ਆਏ ਆਗੂ, ਵਰਕਰ ਅਤੇ ਇਲਾਕਾ ਨਿਵਾਸੀ ਹਾਜ਼ਰ ਸਨ। ਅੰਤ ਵਿੱਚ ਪ੍ਰਬੰਧਕਾਂ ਵੱਲੋਂ ਸਾਰਿਆਂ ਦਾ ਧੰਨਵਾਦ ਕੀਤਾ ਗਿਆ। ਇਸ ਮੌਕੇ ਵੱਡੀ ਗਿਣਤੀ ਵਿੱਚ ਲੋਕ ਹਾਜ਼ਰ ਸਨ। ਆਗੂਆਂ ਨੇ ਕਿਹਾ ਕਿ ਇਲਾਕੇ ਦੇ ਸਰਬਪੱਖੀ ਵਿਕਾਸ ਲਈ ਕੋਈ ਕਸਰ ਬਾਕੀ ਨਹੀਂ ਛੱਡੀ ਜਾਵੇਗੀ। ਉਨ੍ਹਾਂ ਕਿਹਾ ਕਿ ਲੋਕਾਂ ਦੀਆਂ ਮੁਸ਼ਕਲਾਂ ਦੇ ਹੱਲ ਲਈ ਹਰ ਸੰਭਵ ਯਤਨ ਕੀਤੇ ਜਾਣਗੇ। ਇਸ ਮੌਕੇ ਹੋਰਨਾਂ ਤੋਂ ਇਲਾਵਾ ਵੱਖ-ਵੱਖ ਪਿੰਡਾਂ ਤੋਂ ਆਏ ਆਗੂ, ਵਰਕਰ ਅਤੇ ਇਲਾਕਾ ਨਿਵਾਸੀ ਹਾਜ਼ਰ ਸਨ। ਅੰਤ ਵਿੱਚ ਪ੍ਰਬੰਧਕਾਂ ਵੱਲੋਂ ਸਾਰਿਆਂ ਦਾ ਧੰਨਵਾਦ ਕੀਤਾ ਗਿਆ। ਇਸ ਮੌਕੇ ਵੱਡੀ ਗਿਣਤੀ ਵਿੱਚ ਲੋਕ ਹਾਜ਼ਰ ਸਨ। ਆਗੂਆਂ ਨੇ ਕਿਹਾ ਕਿ ਇਲਾਕੇ ਦੇ ਸਰਬਪੱਖੀ ਵਿਕਾਸ ਲਈ ਕੋਈ ਕਸਰ ਬਾਕੀ ਨਹੀਂ ਛੱਡੀ ਜਾਵੇਗੀ। ਉਨ੍ਹਾਂ ਕਿਹਾ ਕਿ ਲੋਕਾਂ ਦੀਆਂ ਮੁਸ਼ਕਲਾਂ ਦੇ ਹੱਲ ਲਈ ਹਰ ਸੰਭਵ ਯਤਨ ਕੀਤੇ ਜਾਣਗੇ। ਇਸ ਮੌਕੇ ਹੋਰਨਾਂ ਤੋਂ ਇਲਾਵਾ ਵੱਖ-ਵੱਖ ਪਿੰਡਾਂ ਤੋਂ ਆਏ ਆਗੂ, ਵਰਕਰ ਅਤੇ ਇਲਾਕਾ ਨਿਵਾਸੀ ਹਾਜ਼ਰ ਸਨ। ਅੰਤ ਵਿੱਚ ਪ੍ਰਬੰਧਕਾਂ ਵੱਲੋਂ ਸਾਰਿਆਂ ਦਾ ਧੰਨਵਾਦ ਕੀਤਾ ਗਿਆ। bbox=[392, 1778, 1229, 1835]
registration-marks bbox=[473, 2395, 548, 2407]
article-headline: ਨਾਨਕਸਰ ਕਲੇਰਾਂ ਹਾੜ੍ਹ ਦੀ ਸੰਗਰਾਂਦ 'ਤੇ ਬੇਅੰਤ ਸੰਗਤਾਂ ਨੇ ਮੱਥਾ ਟੇਕਿਆ bbox=[312, 1916, 879, 1941]
article-parkash-purab bbox=[392, 980, 966, 1411]
article-text-column: ਇਸ ਮੌਕੇ ਵੱਡੀ ਗਿਣਤੀ ਵਿੱਚ ਲੋਕ ਹਾਜ਼ਰ ਸਨ। ਆਗੂਆਂ ਨੇ ਕਿਹਾ ਕਿ ਇਲਾਕੇ ਦੇ ਸਰਬਪੱਖੀ ਵਿਕਾਸ ਲਈ ਕੋਈ ਕਸਰ ਬਾਕੀ ਨਹੀਂ ਛੱਡੀ ਜਾਵੇਗੀ। ਉਨ੍ਹਾਂ ਕਿਹਾ ਕਿ ਲੋਕਾਂ ਦੀਆਂ ਮੁਸ਼ਕਲਾਂ ਦੇ ਹੱਲ ਲਈ ਹਰ ਸੰਭਵ ਯਤਨ ਕੀਤੇ ਜਾਣਗੇ। ਇਸ ਮੌਕੇ ਹੋਰਨਾਂ ਤੋਂ ਇਲਾਵਾ ਵੱਖ-ਵੱਖ ਪਿੰਡਾਂ ਤੋਂ ਆਏ ਆਗੂ, ਵਰਕਰ ਅਤੇ ਇਲਾਕਾ ਨਿਵਾਸੀ ਹਾਜ਼ਰ ਸਨ। ਅੰਤ ਵਿੱਚ ਪ੍ਰਬੰਧਕਾਂ ਵੱਲੋਂ ਸਾਰਿਆਂ ਦਾ ਧੰਨਵਾਦ ਕੀਤਾ ਗਿਆ। ਇਸ ਮੌਕੇ ਵੱਡੀ ਗਿਣਤੀ ਵਿੱਚ ਲੋਕ ਹਾਜ਼ਰ ਸਨ। ਆਗੂਆਂ ਨੇ ਕਿਹਾ ਕਿ ਇਲਾਕੇ ਦੇ ਸਰਬਪੱਖੀ ਵਿਕਾਸ ਲਈ ਕੋਈ ਕਸਰ ਬਾਕੀ ਨਹੀਂ ਛੱਡੀ ਜਾਵੇਗੀ। ਉਨ੍ਹਾਂ ਕਿਹਾ ਕਿ ਲੋਕਾਂ ਦੀਆਂ ਮੁਸ਼ਕਲਾਂ ਦੇ ਹੱਲ ਲਈ ਹਰ ਸੰਭਵ ਯਤਨ ਕੀਤੇ ਜਾਣਗੇ। ਇਸ ਮੌਕੇ ਹੋਰਨਾਂ ਤੋਂ ਇਲਾਵਾ ਵੱਖ-ਵੱਖ ਪਿੰਡਾਂ ਤੋਂ ਆਏ ਆਗੂ, ਵਰਕਰ ਅਤੇ ਇਲਾਕਾ ਨਿਵਾਸੀ ਹਾਜ਼ਰ ਸਨ। ਅੰਤ ਵਿੱਚ ਪ੍ਰਬੰਧਕਾਂ ਵੱਲੋਂ ਸਾਰਿਆਂ ਦਾ ਧੰਨਵਾਦ ਕੀਤਾ ਗਿਆ। ਇਸ ਮੌਕੇ ਵੱਡੀ ਗਿਣਤੀ ਵਿੱਚ ਲੋਕ ਹਾਜ਼ਰ ਸਨ। ਆਗੂਆਂ ਨੇ ਕਿਹਾ ਕਿ ਇਲਾਕੇ ਦੇ ਸਰਬਪੱਖੀ ਵਿਕਾਸ ਲਈ ਕੋਈ ਕਸਰ ਬਾਕੀ ਨਹੀਂ ਛੱਡੀ ਜਾਵੇਗੀ। ਉਨ੍ਹਾਂ ਕਿਹਾ ਕਿ ਲੋਕਾਂ ਦੀਆਂ ਮੁਸ਼ਕਲਾਂ ਦੇ ਹੱਲ ਲਈ ਹਰ ਸੰਭਵ ਯਤਨ ਕੀਤੇ ਜਾਣਗੇ। ਇਸ ਮੌਕੇ ਹੋਰਨਾਂ ਤੋਂ ਇਲਾਵਾ ਵੱਖ-ਵੱਖ ਪਿੰਡਾਂ ਤੋਂ ਆਏ ਆਗੂ, ਵਰਕਰ ਅਤੇ ਇਲਾਕਾ ਨਿਵਾਸੀ ਹਾਜ਼ਰ ਸਨ। ਅੰਤ ਵਿੱਚ ਪ੍ਰਬੰਧਕਾਂ ਵੱਲੋਂ ਸਾਰਿਆਂ ਦਾ ਧੰਨਵਾਦ ਕੀਤਾ ਗਿਆ। bbox=[614, 135, 745, 471]
page-number: 8 bbox=[5, 3, 41, 43]
article-text-column: ਇਸ ਮੌਕੇ ਆਗੂਆਂ ਨੇ ਕਿਹਾ ਕਿ ਲੋਕ ਹੁਣ ਬਦਲਾਅ ਚਾਹੁੰਦੇ ਹਨ ਅਤੇ ਹਲਕੇ ਦੇ ਵਿਕਾਸ ਲਈ ਹਰ ਵਾਅਦਾ ਪੂਰਾ ਕੀਤਾ ਜਾਵੇਗਾ। ਉਨ੍ਹਾਂ ਵਰਕਰਾਂ ਨੂੰ ਅਪੀਲ ਕੀਤੀ ਕਿ ਉਹ ਘਰ-ਘਰ ਜਾ ਕੇ ਪਾਰਟੀ ਦੀਆਂ ਨੀਤੀਆਂ ਬਾਰੇ ਲੋਕਾਂ ਨੂੰ ਜਾਣੂ ਕਰਵਾਉਣ। ਵੱਡੀ ਗਿਣਤੀ ਵਿੱਚ ਹਾਜ਼ਰ ਵਰਕਰਾਂ ਨੇ ਜੈਕਾਰਿਆਂ ਨਾਲ ਆਗੂਆਂ ਦਾ ਸਵਾਗਤ ਕੀਤਾ। ਵਿਰੋਧੀ ਪਾਰਟੀਆਂ ਉੱਤੇ ਵਾਅਦੇ ਪੂਰੇ ਨਾ ਕਰਨ ਦੇ ਦੋਸ਼ ਵੀ ਲਾਏ ਗਏ। ਇਸ ਮੌਕੇ ਆਗੂਆਂ ਨੇ ਕਿਹਾ ਕਿ ਲੋਕ ਹੁਣ ਬਦਲਾਅ ਚਾਹੁੰਦੇ ਹਨ ਅਤੇ ਹਲਕੇ ਦੇ ਵਿਕਾਸ ਲਈ ਹਰ ਵਾਅਦਾ ਪੂਰਾ ਕੀਤਾ ਜਾਵੇਗਾ। ਉਨ੍ਹਾਂ ਵਰਕਰਾਂ ਨੂੰ ਅਪੀਲ ਕੀਤੀ ਕਿ ਉਹ ਘਰ-ਘਰ ਜਾ ਕੇ ਪਾਰਟੀ ਦੀਆਂ ਨੀਤੀਆਂ ਬਾਰੇ ਲੋਕਾਂ ਨੂੰ ਜਾਣੂ ਕਰਵਾਉਣ। ਵੱਡੀ ਗਿਣਤੀ ਵਿੱਚ ਹਾਜ਼ਰ ਵਰਕਰਾਂ ਨੇ ਜੈਕਾਰਿਆਂ ਨਾਲ ਆਗੂਆਂ ਦਾ ਸਵਾਗਤ ਕੀਤਾ। ਵਿਰੋਧੀ ਪਾਰਟੀਆਂ ਉੱਤੇ ਵਾਅਦੇ ਪੂਰੇ ਨਾ ਕਰਨ ਦੇ ਦੋਸ਼ ਵੀ ਲਾਏ ਗਏ। ਇਸ ਮੌਕੇ ਆਗੂਆਂ ਨੇ ਕਿਹਾ ਕਿ ਲੋਕ ਹੁਣ ਬਦਲਾਅ ਚਾਹੁੰਦੇ ਹਨ ਅਤੇ ਹਲਕੇ ਦੇ ਵਿਕਾਸ ਲਈ ਹਰ ਵਾਅਦਾ ਪੂਰਾ ਕੀਤਾ ਜਾਵੇਗਾ। ਉਨ੍ਹਾਂ ਵਰਕਰਾਂ ਨੂੰ ਅਪੀਲ ਕੀਤੀ ਕਿ ਉਹ ਘਰ-ਘਰ ਜਾ ਕੇ ਪਾਰਟੀ ਦੀਆਂ ਨੀਤੀਆਂ ਬਾਰੇ ਲੋਕਾਂ ਨੂੰ ਜਾਣੂ ਕਰਵਾਉਣ। ਵੱਡੀ ਗਿਣਤੀ ਵਿੱਚ ਹਾਜ਼ਰ ਵਰਕਰਾਂ ਨੇ ਜੈਕਾਰਿਆਂ ਨਾਲ ਆਗੂਆਂ ਦਾ ਸਵਾਗਤ ਕੀਤਾ। ਵਿਰੋਧੀ ਪਾਰਟੀਆਂ ਉੱਤੇ ਵਾਅਦੇ ਪੂਰੇ ਨਾ ਕਰਨ ਦੇ ਦੋਸ਼ ਵੀ ਲਾਏ ਗਏ। ਇਸ ਮੌਕੇ ਆਗੂਆਂ ਨੇ ਕਿਹਾ ਕਿ ਲੋਕ ਹੁਣ ਬਦਲਾਅ ਚਾਹੁੰਦੇ ਹਨ ਅਤੇ ਹਲਕੇ ਦੇ ਵਿਕਾਸ ਲਈ ਹਰ ਵਾਅਦਾ ਪੂਰਾ ਕੀਤਾ ਜਾਵੇਗਾ। ਉਨ੍ਹਾਂ ਵਰਕਰਾਂ ਨੂੰ ਅਪੀਲ ਕੀਤੀ ਕਿ ਉਹ ਘਰ-ਘਰ ਜਾ ਕੇ ਪਾਰਟੀ ਦੀਆਂ ਨੀਤੀਆਂ ਬਾਰੇ ਲੋਕਾਂ ਨੂੰ ਜਾਣੂ ਕਰਵਾਉਣ। ਵੱਡੀ ਗਿਣਤੀ ਵਿੱਚ ਹਾਜ਼ਰ ਵਰਕਰਾਂ ਨੇ ਜੈਕਾਰਿਆਂ ਨਾਲ ਆਗੂਆਂ ਦਾ ਸਵਾਗਤ ਕੀਤਾ। ਵਿਰੋਧੀ ਪਾਰਟੀਆਂ ਉੱਤੇ ਵਾਅਦੇ ਪੂਰੇ ਨਾ ਕਰਨ ਦੇ ਦੋਸ਼ ਵੀ ਲਾਏ ਗਏ। ਇਸ ਮੌਕੇ ਆਗੂਆਂ ਨੇ ਕਿਹਾ ਕਿ ਲੋਕ ਹੁਣ ਬਦਲਾਅ ਚਾਹੁੰਦੇ ਹਨ ਅਤੇ ਹਲਕੇ ਦੇ ਵਿਕਾਸ ਲਈ ਹਰ ਵਾਅਦਾ ਪੂਰਾ ਕੀਤਾ ਜਾਵੇਗਾ। ਉਨ੍ਹਾਂ ਵਰਕਰਾਂ ਨੂੰ ਅਪੀਲ ਕੀਤੀ ਕਿ ਉਹ ਘਰ-ਘਰ ਜਾ ਕੇ ਪਾਰਟੀ ਦੀਆਂ ਨੀਤੀਆਂ ਬਾਰੇ ਲੋਕਾਂ ਨੂੰ ਜਾਣੂ ਕਰਵਾਉਣ। ਵੱਡੀ ਗਿਣਤੀ ਵਿੱਚ ਹਾਜ਼ਰ ਵਰਕਰਾਂ ਨੇ ਜੈਕਾਰਿਆਂ ਨਾਲ ਆਗੂਆਂ ਦਾ ਸਵਾਗਤ ਕੀਤਾ। ਵਿਰੋਧੀ ਪਾਰਟੀਆਂ ਉੱਤੇ ਵਾਅਦੇ ਪੂਰੇ ਨਾ ਕਰਨ ਦੇ ਦੋਸ਼ ਵੀ ਲਾਏ ਗਏ। ਇਸ ਮੌਕੇ ਆਗੂਆਂ ਨੇ ਕਿਹਾ ਕਿ ਲੋਕ ਹੁਣ ਬਦਲਾਅ ਚਾਹੁੰਦੇ ਹਨ ਅਤੇ ਹਲਕੇ ਦੇ ਵਿਕਾਸ ਲਈ ਹਰ ਵਾਅਦਾ ਪੂਰਾ ਕੀਤਾ ਜਾਵੇਗਾ। ਉਨ੍ਹਾਂ ਵਰਕਰਾਂ ਨੂੰ ਅਪੀਲ ਕੀਤੀ ਕਿ ਉਹ ਘਰ-ਘਰ ਜਾ ਕੇ ਪਾਰਟੀ ਦੀਆਂ ਨੀਤੀਆਂ ਬਾਰੇ ਲੋਕਾਂ ਨੂੰ ਜਾਣੂ ਕਰਵਾਉਣ। ਵੱਡੀ ਗਿਣਤੀ ਵਿੱਚ ਹਾਜ਼ਰ ਵਰਕਰਾਂ ਨੇ ਜੈਕਾਰਿਆਂ ਨਾਲ ਆਗੂਆਂ ਦਾ ਸਵਾਗਤ ਕੀਤਾ। ਵਿਰੋਧੀ ਪਾਰਟੀਆਂ ਉੱਤੇ ਵਾਅਦੇ ਪੂਰੇ ਨਾ ਕਰਨ ਦੇ ਦੋਸ਼ ਵੀ ਲਾਏ ਗਏ। ਇਸ ਮੌਕੇ ਆਗੂਆਂ ਨੇ ਕਿਹਾ ਕਿ ਲੋਕ ਹੁਣ ਬਦਲਾਅ ਚਾਹੁੰਦੇ ਹਨ ਅਤੇ ਹਲਕੇ ਦੇ ਵਿਕਾਸ ਲਈ ਹਰ ਵਾਅਦਾ ਪੂਰਾ ਕੀਤਾ ਜਾਵੇਗਾ। ਉਨ੍ਹਾਂ ਵਰਕਰਾਂ ਨੂੰ ਅਪੀਲ ਕੀਤੀ ਕਿ ਉਹ ਘਰ-ਘਰ ਜਾ ਕੇ ਪਾਰਟੀ ਦੀਆਂ ਨੀਤੀਆਂ ਬਾਰੇ ਲੋਕਾਂ ਨੂੰ ਜਾਣੂ ਕਰਵਾਉਣ। ਵੱਡੀ ਗਿਣਤੀ ਵਿੱਚ ਹਾਜ਼ਰ ਵਰਕਰਾਂ ਨੇ ਜੈਕਾਰਿਆਂ ਨਾਲ ਆਗੂਆਂ ਦਾ ਸਵਾਗਤ ਕੀਤਾ। ਵਿਰੋਧੀ ਪਾਰਟੀਆਂ ਉੱਤੇ ਵਾਅਦੇ ਪੂਰੇ ਨਾ ਕਰਨ ਦੇ ਦੋਸ਼ ਵੀ ਲਾਏ ਗਏ। bbox=[6, 1916, 306, 2263]
registration-mark bbox=[1469, 2395, 1481, 2407]
article-text-column: ਬੁਲਾਰਿਆਂ ਨੇ ਨੌਜਵਾਨਾਂ ਨੂੰ ਆਪਣੇ ਇਤਿਹਾਸ ਨਾਲ ਜੁੜਨ ਦਾ ਸੱਦਾ ਦਿੰਦਿਆਂ ਕਿਹਾ ਕਿ ਸ਼ਹੀਦਾਂ ਦੀਆਂ ਕੁਰਬਾਨੀਆਂ ਸਦਕਾ ਹੀ ਕੌਮ ਦੀ ਹੋਂਦ ਕਾਇਮ ਹੈ। ਸਮਾਗਮ ਵਿੱਚ ਵੱਖ-ਵੱਖ ਜਥੇਬੰਦੀਆਂ ਦੇ ਨੁਮਾਇੰਦਿਆਂ ਨੇ ਸ਼ਮੂਲੀਅਤ ਕੀਤੀ ਅਤੇ ਸ਼ਹੀਦਾਂ ਨੂੰ ਸ਼ਰਧਾਂਜਲੀ ਭੇਟ ਕੀਤੀ। ਬੁਲਾਰਿਆਂ ਨੇ ਨੌਜਵਾਨਾਂ ਨੂੰ ਆਪਣੇ ਇਤਿਹਾਸ ਨਾਲ ਜੁੜਨ ਦਾ ਸੱਦਾ ਦਿੰਦਿਆਂ ਕਿਹਾ ਕਿ ਸ਼ਹੀਦਾਂ ਦੀਆਂ ਕੁਰਬਾਨੀਆਂ ਸਦਕਾ ਹੀ ਕੌਮ ਦੀ ਹੋਂਦ ਕਾਇਮ ਹੈ। ਸਮਾਗਮ ਵਿੱਚ ਵੱਖ-ਵੱਖ ਜਥੇਬੰਦੀਆਂ ਦੇ ਨੁਮਾਇੰਦਿਆਂ ਨੇ ਸ਼ਮੂਲੀਅਤ ਕੀਤੀ ਅਤੇ ਸ਼ਹੀਦਾਂ ਨੂੰ ਸ਼ਰਧਾਂਜਲੀ ਭੇਟ ਕੀਤੀ। bbox=[1344, 110, 1490, 247]
article-subhead: ਚੋਣ ਰੈਲੀ ਵਿੱਚ ਸ਼ਾਮਲ ਹੋਏ ਹਜ਼ਾਰਾਂ ਵਰਕਰ bbox=[1295, 1480, 1447, 1493]
registration-mark bbox=[993, 2395, 1005, 2407]
article-photo-block bbox=[1339, 1963, 1506, 2379]
article-nanaksar bbox=[312, 1915, 1089, 2396]
religious-stage-photo bbox=[966, 109, 1336, 329]
article-gurmat-camp bbox=[392, 531, 1142, 974]
article-headline: ਅਨੰਦ ਈਸ਼ਵਰ ਦਰਬਾਰ ਬੱਧਨੀ ਕਲਾਂ ਵਿਖੇ ਸ੍ਰੀ ਗੁਰੂ ਹਰਗੋਬਿੰਦ ਸਾਹਿਬ ਜੀ ਦਾ ਪ੍ਰਕਾਸ਼ ਪੁਰਬ ਮਨਾਇਆ bbox=[392, 981, 745, 1061]
article-text-column: ਮੋਗਾ, 15 ਜੂਨ (ਜਗਸੀਰ ਸਿੰਘ)- ਸੰਗਰਾਂਦ ਦੇ ਦਿਹਾੜੇ ਮੌਕੇ ਇਲਾਕੇ ਦੇ ਧਾਰਮਿਕ ਸਥਾਨਾਂ ਵਿਖੇ ਨੂਰੀ ਦੀਵਾਨ ਸਜਾਏ ਗਏ, ਜਿਨ੍ਹਾਂ ਵਿੱਚ ਲੱਖਾਂ ਸੰਗਤਾਂ ਨੇ ਹਾਜ਼ਰੀ ਲਗਵਾਈ। ਕੀਰਤਨੀ ਜਥਿਆਂ ਨੇ ਇਲਾਹੀ ਬਾਣੀ ਦਾ ਰਸਭਿੰਨਾ ਕੀਰਤਨ ਕੀਤਾ। ਮੋਗਾ, 15 ਜੂਨ (ਜਗਸੀਰ ਸਿੰਘ)- ਸੰਗਰਾਂਦ ਦੇ ਦਿਹਾੜੇ ਮੌਕੇ ਇਲਾਕੇ ਦੇ ਧਾਰਮਿਕ ਸਥਾਨਾਂ ਵਿਖੇ ਨੂਰੀ ਦੀਵਾਨ ਸਜਾਏ ਗਏ, ਜਿਨ੍ਹਾਂ ਵਿੱਚ ਲੱਖਾਂ ਸੰਗਤਾਂ ਨੇ ਹਾਜ਼ਰੀ ਲਗਵਾਈ। ਕੀਰਤਨੀ ਜਥਿਆਂ ਨੇ ਇਲਾਹੀ ਬਾਣੀ ਦਾ ਰਸਭਿੰਨਾ ਕੀਰਤਨ ਕੀਤਾ। ਮੋਗਾ, 15 ਜੂਨ (ਜਗਸੀਰ ਸਿੰਘ)- ਸੰਗਰਾਂਦ ਦੇ ਦਿਹਾੜੇ ਮੌਕੇ ਇਲਾਕੇ ਦੇ ਧਾਰਮਿਕ ਸਥਾਨਾਂ ਵਿਖੇ ਨੂਰੀ ਦੀਵਾਨ ਸਜਾਏ ਗਏ, ਜਿਨ੍ਹਾਂ ਵਿੱਚ ਲੱਖਾਂ ਸੰਗਤਾਂ ਨੇ ਹਾਜ਼ਰੀ ਲਗਵਾਈ। ਕੀਰਤਨੀ ਜਥਿਆਂ ਨੇ ਇਲਾਹੀ ਬਾਣੀ ਦਾ ਰਸਭਿੰਨਾ ਕੀਰਤਨ ਕੀਤਾ। ਮੋਗਾ, 15 ਜੂਨ (ਜਗਸੀਰ ਸਿੰਘ)- ਸੰਗਰਾਂਦ ਦੇ ਦਿਹਾੜੇ ਮੌਕੇ ਇਲਾਕੇ ਦੇ ਧਾਰਮਿਕ ਸਥਾਨਾਂ ਵਿਖੇ ਨੂਰੀ ਦੀਵਾਨ ਸਜਾਏ ਗਏ, ਜਿਨ੍ਹਾਂ ਵਿੱਚ ਲੱਖਾਂ ਸੰਗਤਾਂ ਨੇ ਹਾਜ਼ਰੀ ਲਗਵਾਈ। ਕੀਰਤਨੀ ਜਥਿਆਂ ਨੇ ਇਲਾਹੀ ਬਾਣੀ ਦਾ ਰਸਭਿੰਨਾ ਕੀਰਤਨ ਕੀਤਾ। ਮੋਗਾ, 15 ਜੂਨ (ਜਗਸੀਰ ਸਿੰਘ)- ਸੰਗਰਾਂਦ ਦੇ ਦਿਹਾੜੇ ਮੌਕੇ ਇਲਾਕੇ ਦੇ ਧਾਰਮਿਕ ਸਥਾਨਾਂ ਵਿਖੇ ਨੂਰੀ ਦੀਵਾਨ ਸਜਾਏ ਗਏ, ਜਿਨ੍ਹਾਂ ਵਿੱਚ ਲੱਖਾਂ ਸੰਗਤਾਂ ਨੇ ਹਾਜ਼ਰੀ ਲਗਵਾਈ। ਕੀਰਤਨੀ ਜਥਿਆਂ ਨੇ ਇਲਾਹੀ ਬਾਣੀ ਦਾ ਰਸਭਿੰਨਾ ਕੀਰਤਨ ਕੀਤਾ। ਮੋਗਾ, 15 ਜੂਨ (ਜਗਸੀਰ ਸਿੰਘ)- ਸੰਗਰਾਂਦ ਦੇ ਦਿਹਾੜੇ ਮੌਕੇ ਇਲਾਕੇ ਦੇ ਧਾਰਮਿਕ ਸਥਾਨਾਂ ਵਿਖੇ ਨੂਰੀ ਦੀਵਾਨ ਸਜਾਏ ਗਏ, ਜਿਨ੍ਹਾਂ ਵਿੱਚ ਲੱਖਾਂ ਸੰਗਤਾਂ ਨੇ ਹਾਜ਼ਰੀ ਲਗਵਾਈ। ਕੀਰਤਨੀ ਜਥਿਆਂ ਨੇ ਇਲਾਹੀ ਬਾਣੀ ਦਾ ਰਸਭਿੰਨਾ ਕੀਰਤਨ ਕੀਤਾ। bbox=[1095, 1963, 1332, 2205]
article-dhindsa bbox=[6, 1417, 386, 1909]
article-text-column: ਇਸ ਮੌਕੇ ਆਗੂਆਂ ਨੇ ਕਿਹਾ ਕਿ ਲੋਕ ਹੁਣ ਬਦਲਾਅ ਚਾਹੁੰਦੇ ਹਨ ਅਤੇ ਹਲਕੇ ਦੇ ਵਿਕਾਸ ਲਈ ਹਰ ਵਾਅਦਾ ਪੂਰਾ ਕੀਤਾ ਜਾਵੇਗਾ। ਉਨ੍ਹਾਂ ਵਰਕਰਾਂ ਨੂੰ ਅਪੀਲ ਕੀਤੀ ਕਿ ਉਹ ਘਰ-ਘਰ ਜਾ ਕੇ ਪਾਰਟੀ ਦੀਆਂ ਨੀਤੀਆਂ ਬਾਰੇ ਲੋਕਾਂ ਨੂੰ ਜਾਣੂ ਕਰਵਾਉਣ। ਵੱਡੀ ਗਿਣਤੀ ਵਿੱਚ ਹਾਜ਼ਰ ਵਰਕਰਾਂ ਨੇ ਜੈਕਾਰਿਆਂ ਨਾਲ ਆਗੂਆਂ ਦਾ ਸਵਾਗਤ ਕੀਤਾ। ਵਿਰੋਧੀ ਪਾਰਟੀਆਂ ਉੱਤੇ ਵਾਅਦੇ ਪੂਰੇ ਨਾ ਕਰਨ ਦੇ ਦੋਸ਼ ਵੀ ਲਾਏ ਗਏ। ਇਸ ਮੌਕੇ ਆਗੂਆਂ ਨੇ ਕਿਹਾ ਕਿ ਲੋਕ ਹੁਣ ਬਦਲਾਅ ਚਾਹੁੰਦੇ ਹਨ ਅਤੇ ਹਲਕੇ ਦੇ ਵਿਕਾਸ ਲਈ ਹਰ ਵਾਅਦਾ ਪੂਰਾ ਕੀਤਾ ਜਾਵੇਗਾ। ਉਨ੍ਹਾਂ ਵਰਕਰਾਂ ਨੂੰ ਅਪੀਲ ਕੀਤੀ ਕਿ ਉਹ ਘਰ-ਘਰ ਜਾ ਕੇ ਪਾਰਟੀ ਦੀਆਂ ਨੀਤੀਆਂ ਬਾਰੇ ਲੋਕਾਂ ਨੂੰ ਜਾਣੂ ਕਰਵਾਉਣ। ਵੱਡੀ ਗਿਣਤੀ ਵਿੱਚ ਹਾਜ਼ਰ ਵਰਕਰਾਂ ਨੇ ਜੈਕਾਰਿਆਂ ਨਾਲ ਆਗੂਆਂ ਦਾ ਸਵਾਗਤ ਕੀਤਾ। ਵਿਰੋਧੀ ਪਾਰਟੀਆਂ ਉੱਤੇ ਵਾਅਦੇ ਪੂਰੇ ਨਾ ਕਰਨ ਦੇ ਦੋਸ਼ ਵੀ ਲਾਏ ਗਏ। ਇਸ ਮੌਕੇ ਆਗੂਆਂ ਨੇ ਕਿਹਾ ਕਿ ਲੋਕ ਹੁਣ ਬਦਲਾਅ ਚਾਹੁੰਦੇ ਹਨ ਅਤੇ ਹਲਕੇ ਦੇ ਵਿਕਾਸ ਲਈ ਹਰ ਵਾਅਦਾ ਪੂਰਾ ਕੀਤਾ ਜਾਵੇਗਾ। ਉਨ੍ਹਾਂ ਵਰਕਰਾਂ ਨੂੰ ਅਪੀਲ ਕੀਤੀ ਕਿ ਉਹ ਘਰ-ਘਰ ਜਾ ਕੇ ਪਾਰਟੀ ਦੀਆਂ ਨੀਤੀਆਂ ਬਾਰੇ ਲੋਕਾਂ ਨੂੰ ਜਾਣੂ ਕਰਵਾਉਣ। ਵੱਡੀ ਗਿਣਤੀ ਵਿੱਚ ਹਾਜ਼ਰ ਵਰਕਰਾਂ ਨੇ ਜੈਕਾਰਿਆਂ ਨਾਲ ਆਗੂਆਂ ਦਾ ਸਵਾਗਤ ਕੀਤਾ। ਵਿਰੋਧੀ ਪਾਰਟੀਆਂ ਉੱਤੇ ਵਾਅਦੇ ਪੂਰੇ ਨਾ ਕਰਨ ਦੇ ਦੋਸ਼ ਵੀ ਲਾਏ ਗਏ। bbox=[476, 135, 607, 471]
article-text-column: ਰਾਗੀ ਜਥਿਆਂ ਨੇ ਰਸਭਿੰਨਾ ਕੀਰਤਨ ਕਰਕੇ ਸੰਗਤਾਂ ਨੂੰ ਗੁਰੂ ਚਰਨਾਂ ਨਾਲ ਜੋੜਿਆ। ਢਾਡੀ ਜਥਿਆਂ ਨੇ ਸਿੱਖ ਇਤਿਹਾਸ ਦੀਆਂ ਵਾਰਾਂ ਸੁਣਾਈਆਂ। ਅਰਦਾਸ ਉਪਰੰਤ ਗੁਰੂ ਕਾ ਲੰਗਰ ਅਤੁੱਟ ਵਰਤਾਇਆ ਗਿਆ। ਪ੍ਰਬੰਧਕ ਕਮੇਟੀ ਵੱਲੋਂ ਦੂਰੋਂ-ਨੇੜਿਓਂ ਆਈਆਂ ਸੰਗਤਾਂ ਦਾ ਧੰਨਵਾਦ ਕੀਤਾ ਗਿਆ ਅਤੇ ਅੱਗੇ ਤੋਂ ਵੀ ਅਜਿਹੇ ਸਮਾਗਮ ਕਰਵਾਉਣ ਦਾ ਭਰੋਸਾ ਦਿੱਤਾ ਗਿਆ। ਰਾਗੀ ਜਥਿਆਂ ਨੇ ਰਸਭਿੰਨਾ ਕੀਰਤਨ ਕਰਕੇ ਸੰਗਤਾਂ ਨੂੰ ਗੁਰੂ ਚਰਨਾਂ ਨਾਲ ਜੋੜਿਆ। ਢਾਡੀ ਜਥਿਆਂ ਨੇ ਸਿੱਖ ਇਤਿਹਾਸ ਦੀਆਂ ਵਾਰਾਂ ਸੁਣਾਈਆਂ। ਅਰਦਾਸ ਉਪਰੰਤ ਗੁਰੂ ਕਾ ਲੰਗਰ ਅਤੁੱਟ ਵਰਤਾਇਆ ਗਿਆ। ਪ੍ਰਬੰਧਕ ਕਮੇਟੀ ਵੱਲੋਂ ਦੂਰੋਂ-ਨੇੜਿਓਂ ਆਈਆਂ ਸੰਗਤਾਂ ਦਾ ਧੰਨਵਾਦ ਕੀਤਾ ਗਿਆ ਅਤੇ ਅੱਗੇ ਤੋਂ ਵੀ ਅਜਿਹੇ ਸਮਾਗਮ ਕਰਵਾਉਣ ਦਾ ਭਰੋਸਾ ਦਿੱਤਾ ਗਿਆ। ਰਾਗੀ ਜਥਿਆਂ ਨੇ ਰਸਭਿੰਨਾ ਕੀਰਤਨ ਕਰਕੇ ਸੰਗਤਾਂ ਨੂੰ ਗੁਰੂ ਚਰਨਾਂ ਨਾਲ ਜੋੜਿਆ। ਢਾਡੀ ਜਥਿਆਂ ਨੇ ਸਿੱਖ ਇਤਿਹਾਸ ਦੀਆਂ ਵਾਰਾਂ ਸੁਣਾਈਆਂ। ਅਰਦਾਸ ਉਪਰੰਤ ਗੁਰੂ ਕਾ ਲੰਗਰ ਅਤੁੱਟ ਵਰਤਾਇਆ ਗਿਆ। ਪ੍ਰਬੰਧਕ ਕਮੇਟੀ ਵੱਲੋਂ ਦੂਰੋਂ-ਨੇੜਿਓਂ ਆਈਆਂ ਸੰਗਤਾਂ ਦਾ ਧੰਨਵਾਦ ਕੀਤਾ ਗਿਆ ਅਤੇ ਅੱਗੇ ਤੋਂ ਵੀ ਅਜਿਹੇ ਸਮਾਗਮ ਕਰਵਾਉਣ ਦਾ ਭਰੋਸਾ ਦਿੱਤਾ ਗਿਆ। ਰਾਗੀ ਜਥਿਆਂ ਨੇ ਰਸਭਿੰਨਾ ਕੀਰਤਨ ਕਰਕੇ ਸੰਗਤਾਂ ਨੂੰ ਗੁਰੂ ਚਰਨਾਂ ਨਾਲ ਜੋੜਿਆ। ਢਾਡੀ ਜਥਿਆਂ ਨੇ ਸਿੱਖ ਇਤਿਹਾਸ ਦੀਆਂ ਵਾਰਾਂ ਸੁਣਾਈਆਂ। ਅਰਦਾਸ ਉਪਰੰਤ ਗੁਰੂ ਕਾ ਲੰਗਰ ਅਤੁੱਟ ਵਰਤਾਇਆ ਗਿਆ। ਪ੍ਰਬੰਧਕ ਕਮੇਟੀ ਵੱਲੋਂ ਦੂਰੋਂ-ਨੇੜਿਓਂ ਆਈਆਂ ਸੰਗਤਾਂ ਦਾ ਧੰਨਵਾਦ ਕੀਤਾ ਗਿਆ ਅਤੇ ਅੱਗੇ ਤੋਂ ਵੀ ਅਜਿਹੇ ਸਮਾਗਮ ਕਰਵਾਉਣ ਦਾ ਭਰੋਸਾ ਦਿੱਤਾ ਗਿਆ। bbox=[392, 845, 1142, 925]
article-ghuman bbox=[1235, 1417, 1506, 1909]
children-group-photo bbox=[392, 597, 747, 836]
masthead-badge: ਦਾ bbox=[1010, 9, 1037, 36]
article-subhead: ਅਨੇਕਾਂ ਪਰਿਵਾਰਾਂ ਨੇ ਫੜਿਆ ਪਾਰਟੀ ਦਾ ਪੱਲਾ, ਪੰਜ ਮੈਂਬਰੀ ਕਮੇਟੀਆਂ ਦਾ ਹੋਇਆ ਗਠਨ bbox=[392, 1483, 1229, 1507]
article-bhadson bbox=[6, 52, 753, 523]
article-text-column: ਲੁਧਿਆਣਾ, 15 ਜੂਨ (ਵਰਿੰਦਰ)- ਹਲਕੇ ਵਿੱਚ ਕਾਂਗਰਸੀ ਉਮੀਦਵਾਰ ਦੇ ਹੱਕ ਵਿੱਚ ਕੀਤੀਆਂ ਜਾ ਰਹੀਆਂ ਚੋਣ ਰੈਲੀਆਂ ਅਤੇ ਨੁੱਕੜ ਮੀਟਿੰਗਾਂ ਵਿੱਚ ਭਾਰੀ ਇਕੱਠ ਹੋ ਰਿਹਾ ਹੈ। ਵੱਖ-ਵੱਖ ਮੁਹੱਲਿਆਂ ਵਿੱਚ ਹੋਈਆਂ ਮੀਟਿੰਗਾਂ ਦੌਰਾਨ ਲੋਕਾਂ ਨੇ ਉਮੀਦਵਾਰ ਦਾ ਭਰਵਾਂ ਸਵਾਗਤ ਕੀਤਾ ਅਤੇ ਹਰ ਪੱਖੋਂ ਸਾਥ ਦੇਣ ਦਾ ਭਰੋਸਾ ਦਿੱਤਾ। ਲੁਧਿਆਣਾ, 15 ਜੂਨ (ਵਰਿੰਦਰ)- ਹਲਕੇ ਵਿੱਚ ਕਾਂਗਰਸੀ ਉਮੀਦਵਾਰ ਦੇ ਹੱਕ ਵਿੱਚ ਕੀਤੀਆਂ ਜਾ ਰਹੀਆਂ ਚੋਣ ਰੈਲੀਆਂ ਅਤੇ ਨੁੱਕੜ ਮੀਟਿੰਗਾਂ ਵਿੱਚ ਭਾਰੀ ਇਕੱਠ ਹੋ ਰਿਹਾ ਹੈ। ਵੱਖ-ਵੱਖ ਮੁਹੱਲਿਆਂ ਵਿੱਚ ਹੋਈਆਂ ਮੀਟਿੰਗਾਂ ਦੌਰਾਨ ਲੋਕਾਂ ਨੇ ਉਮੀਦਵਾਰ ਦਾ ਭਰਵਾਂ ਸਵਾਗਤ ਕੀਤਾ ਅਤੇ ਹਰ ਪੱਖੋਂ ਸਾਥ ਦੇਣ ਦਾ ਭਰੋਸਾ ਦਿੱਤਾ। ਲੁਧਿਆਣਾ, 15 ਜੂਨ (ਵਰਿੰਦਰ)- ਹਲਕੇ ਵਿੱਚ ਕਾਂਗਰਸੀ ਉਮੀਦਵਾਰ ਦੇ ਹੱਕ ਵਿੱਚ ਕੀਤੀਆਂ ਜਾ ਰਹੀਆਂ ਚੋਣ ਰੈਲੀਆਂ ਅਤੇ ਨੁੱਕੜ ਮੀਟਿੰਗਾਂ ਵਿੱਚ ਭਾਰੀ ਇਕੱਠ ਹੋ ਰਿਹਾ ਹੈ। ਵੱਖ-ਵੱਖ ਮੁਹੱਲਿਆਂ ਵਿੱਚ ਹੋਈਆਂ ਮੀਟਿੰਗਾਂ ਦੌਰਾਨ ਲੋਕਾਂ ਨੇ ਉਮੀਦਵਾਰ ਦਾ ਭਰਵਾਂ ਸਵਾਗਤ ਕੀਤਾ ਅਤੇ ਹਰ ਪੱਖੋਂ ਸਾਥ ਦੇਣ ਦਾ ਭਰੋਸਾ ਦਿੱਤਾ। ਲੁਧਿਆਣਾ, 15 ਜੂਨ (ਵਰਿੰਦਰ)- ਹਲਕੇ ਵਿੱਚ ਕਾਂਗਰਸੀ ਉਮੀਦਵਾਰ ਦੇ ਹੱਕ ਵਿੱਚ ਕੀਤੀਆਂ ਜਾ ਰਹੀਆਂ ਚੋਣ ਰੈਲੀਆਂ ਅਤੇ ਨੁੱਕੜ ਮੀਟਿੰਗਾਂ ਵਿੱਚ ਭਾਰੀ ਇਕੱਠ ਹੋ ਰਿਹਾ ਹੈ। ਵੱਖ-ਵੱਖ ਮੁਹੱਲਿਆਂ ਵਿੱਚ ਹੋਈਆਂ ਮੀਟਿੰਗਾਂ ਦੌਰਾਨ ਲੋਕਾਂ ਨੇ ਉਮੀਦਵਾਰ ਦਾ ਭਰਵਾਂ ਸਵਾਗਤ ਕੀਤਾ ਅਤੇ ਹਰ ਪੱਖੋਂ ਸਾਥ ਦੇਣ ਦਾ ਭਰੋਸਾ ਦਿੱਤਾ। ਲੁਧਿਆਣਾ, 15 ਜੂਨ (ਵਰਿੰਦਰ)- ਹਲਕੇ ਵਿੱਚ ਕਾਂਗਰਸੀ ਉਮੀਦਵਾਰ ਦੇ ਹੱਕ ਵਿੱਚ ਕੀਤੀਆਂ ਜਾ ਰਹੀਆਂ ਚੋਣ ਰੈਲੀਆਂ ਅਤੇ ਨੁੱਕੜ ਮੀਟਿੰਗਾਂ ਵਿੱਚ ਭਾਰੀ ਇਕੱਠ ਹੋ ਰਿਹਾ ਹੈ। ਵੱਖ-ਵੱਖ ਮੁਹੱਲਿਆਂ ਵਿੱਚ ਹੋਈਆਂ ਮੀਟਿੰਗਾਂ ਦੌਰਾਨ ਲੋਕਾਂ ਨੇ ਉਮੀਦਵਾਰ ਦਾ ਭਰਵਾਂ ਸਵਾਗਤ ਕੀਤਾ ਅਤੇ ਹਰ ਪੱਖੋਂ ਸਾਥ ਦੇਣ ਦਾ ਭਰੋਸਾ ਦਿੱਤਾ। ਲੁਧਿਆਣਾ, 15 ਜੂਨ (ਵਰਿੰਦਰ)- ਹਲਕੇ ਵਿੱਚ ਕਾਂਗਰਸੀ ਉਮੀਦਵਾਰ ਦੇ ਹੱਕ ਵਿੱਚ ਕੀਤੀਆਂ ਜਾ ਰਹੀਆਂ ਚੋਣ ਰੈਲੀਆਂ ਅਤੇ ਨੁੱਕੜ ਮੀਟਿੰਗਾਂ ਵਿੱਚ ਭਾਰੀ ਇਕੱਠ ਹੋ ਰਿਹਾ ਹੈ। ਵੱਖ-ਵੱਖ ਮੁਹੱਲਿਆਂ ਵਿੱਚ ਹੋਈਆਂ ਮੀਟਿੰਗਾਂ ਦੌਰਾਨ ਲੋਕਾਂ ਨੇ ਉਮੀਦਵਾਰ ਦਾ ਭਰਵਾਂ ਸਵਾਗਤ ਕੀਤਾ ਅਤੇ ਹਰ ਪੱਖੋਂ ਸਾਥ ਦੇਣ ਦਾ ਭਰੋਸਾ ਦਿੱਤਾ। ਲੁਧਿਆਣਾ, 15 ਜੂਨ (ਵਰਿੰਦਰ)- ਹਲਕੇ ਵਿੱਚ ਕਾਂਗਰਸੀ ਉਮੀਦਵਾਰ ਦੇ ਹੱਕ ਵਿੱਚ ਕੀਤੀਆਂ ਜਾ ਰਹੀਆਂ ਚੋਣ ਰੈਲੀਆਂ ਅਤੇ ਨੁੱਕੜ ਮੀਟਿੰਗਾਂ ਵਿੱਚ ਭਾਰੀ ਇਕੱਠ ਹੋ ਰਿਹਾ ਹੈ। ਵੱਖ-ਵੱਖ ਮੁਹੱਲਿਆਂ ਵਿੱਚ ਹੋਈਆਂ ਮੀਟਿੰਗਾਂ ਦੌਰਾਨ ਲੋਕਾਂ ਨੇ ਉਮੀਦਵਾਰ ਦਾ ਭਰਵਾਂ ਸਵਾਗਤ ਕੀਤਾ ਅਤੇ ਹਰ ਪੱਖੋਂ ਸਾਥ ਦੇਣ ਦਾ ਭਰੋਸਾ ਦਿੱਤਾ। ਲੁਧਿਆਣਾ, 15 ਜੂਨ (ਵਰਿੰਦਰ)- ਹਲਕੇ ਵਿੱਚ ਕਾਂਗਰਸੀ ਉਮੀਦਵਾਰ ਦੇ ਹੱਕ ਵਿੱਚ ਕੀਤੀਆਂ ਜਾ ਰਹੀਆਂ ਚੋਣ ਰੈਲੀਆਂ ਅਤੇ ਨੁੱਕੜ ਮੀਟਿੰਗਾਂ ਵਿੱਚ ਭਾਰੀ ਇਕੱਠ ਹੋ ਰਿਹਾ ਹੈ। ਵੱਖ-ਵੱਖ ਮੁਹੱਲਿਆਂ ਵਿੱਚ ਹੋਈਆਂ ਮੀਟਿੰਗਾਂ ਦੌਰਾਨ ਲੋਕਾਂ ਨੇ ਉਮੀਦਵਾਰ ਦਾ ਭਰਵਾਂ ਸਵਾਗਤ ਕੀਤਾ ਅਤੇ ਹਰ ਪੱਖੋਂ ਸਾਥ ਦੇਣ ਦਾ ਭਰੋਸਾ ਦਿੱਤਾ। bbox=[6, 850, 386, 1103]
page-header bbox=[0, 0, 1512, 47]
sants-procession-photo bbox=[312, 1947, 627, 2287]
article-body-text: ਚੰਡੀਗੜ੍ਹ, 15 ਜੂਨ (ਮੰਗਤ ਸਿੰਘ)- ਸ਼੍ਰੋਮਣੀ ਅਕਾਲੀ ਦਲ ਦੀ ਮਜ਼ਬੂਤੀ ਲਈ ਬਣਾਈ ਗਈ ਭਰਤੀ ਕਮੇਟੀ ਦੇ ਕਾਰਜ ਨੂੰ ਸਖਤ ਮਿਹਨਤ ਨਾਲ ਪੂਰਾ ਕੀਤਾ ਜਾਵੇਗਾ। ਇਨ੍ਹਾਂ ਵਿਚਾਰਾਂ ਦਾ ਪ੍ਰਗਟਾਵਾ ਸੀਨੀਅਰ ਆਗੂ ਢੀਂਡਸਾ ਨੇ ਪੱਤਰਕਾਰਾਂ ਨਾਲ ਗੱਲਬਾਤ ਦੌਰਾਨ ਕੀਤਾ। ਉਨ੍ਹਾਂ ਕਿਹਾ ਕਿ ਪਾਰਟੀ ਨੂੰ ਮੁੜ ਪੈਰਾਂ ਸਿਰ ਕਰਨ ਲਈ ਹਰ ਵਰਕਰ ਦੀ ਰਾਇ ਲਈ ਜਾਵੇਗੀ। ਚੰਡੀਗੜ੍ਹ, 15 ਜੂਨ (ਮੰਗਤ ਸਿੰਘ)- ਸ਼੍ਰੋਮਣੀ ਅਕਾਲੀ ਦਲ ਦੀ ਮਜ਼ਬੂਤੀ ਲਈ ਬਣਾਈ ਗਈ ਭਰਤੀ ਕਮੇਟੀ ਦੇ ਕਾਰਜ ਨੂੰ ਸਖਤ ਮਿਹਨਤ ਨਾਲ ਪੂਰਾ ਕੀਤਾ ਜਾਵੇਗਾ। ਇਨ੍ਹਾਂ ਵਿਚਾਰਾਂ ਦਾ ਪ੍ਰਗਟਾਵਾ ਸੀਨੀਅਰ ਆਗੂ ਢੀਂਡਸਾ ਨੇ ਪੱਤਰਕਾਰਾਂ ਨਾਲ ਗੱਲਬਾਤ ਦੌਰਾਨ ਕੀਤਾ। ਉਨ੍ਹਾਂ ਕਿਹਾ ਕਿ ਪਾਰਟੀ ਨੂੰ ਮੁੜ ਪੈਰਾਂ ਸਿਰ ਕਰਨ ਲਈ ਹਰ ਵਰਕਰ ਦੀ ਰਾਇ ਲਈ ਜਾਵੇਗੀ। ਚੰਡੀਗੜ੍ਹ, 15 ਜੂਨ (ਮੰਗਤ ਸਿੰਘ)- ਸ਼੍ਰੋਮਣੀ ਅਕਾਲੀ ਦਲ ਦੀ ਮਜ਼ਬੂਤੀ ਲਈ ਬਣਾਈ ਗਈ ਭਰਤੀ ਕਮੇਟੀ ਦੇ ਕਾਰਜ ਨੂੰ ਸਖਤ ਮਿਹਨਤ ਨਾਲ ਪੂਰਾ ਕੀਤਾ ਜਾਵੇਗਾ। ਇਨ੍ਹਾਂ ਵਿਚਾਰਾਂ ਦਾ ਪ੍ਰਗਟਾਵਾ ਸੀਨੀਅਰ ਆਗੂ ਢੀਂਡਸਾ ਨੇ ਪੱਤਰਕਾਰਾਂ ਨਾਲ ਗੱਲਬਾਤ ਦੌਰਾਨ ਕੀਤਾ। ਉਨ੍ਹਾਂ ਕਿਹਾ ਕਿ ਪਾਰਟੀ ਨੂੰ ਮੁੜ ਪੈਰਾਂ ਸਿਰ ਕਰਨ ਲਈ ਹਰ ਵਰਕਰ ਦੀ ਰਾਇ ਲਈ ਜਾਵੇਗੀ। ਚੰਡੀਗੜ੍ਹ, 15 ਜੂਨ (ਮੰਗਤ ਸਿੰਘ)- ਸ਼੍ਰੋਮਣੀ ਅਕਾਲੀ ਦਲ ਦੀ ਮਜ਼ਬੂਤੀ ਲਈ ਬਣਾਈ ਗਈ ਭਰਤੀ ਕਮੇਟੀ ਦੇ ਕਾਰਜ ਨੂੰ ਸਖਤ ਮਿਹਨਤ ਨਾਲ ਪੂਰਾ ਕੀਤਾ ਜਾਵੇਗਾ। ਇਨ੍ਹਾਂ ਵਿਚਾਰਾਂ ਦਾ ਪ੍ਰਗਟਾਵਾ ਸੀਨੀਅਰ ਆਗੂ ਢੀਂਡਸਾ ਨੇ ਪੱਤਰਕਾਰਾਂ ਨਾਲ ਗੱਲਬਾਤ ਦੌਰਾਨ ਕੀਤਾ। ਉਨ੍ਹਾਂ ਕਿਹਾ ਕਿ ਪਾਰਟੀ ਨੂੰ ਮੁੜ ਪੈਰਾਂ ਸਿਰ ਕਰਨ ਲਈ ਹਰ ਵਰਕਰ ਦੀ ਰਾਇ ਲਈ ਜਾਵੇਗੀ। ਚੰਡੀਗੜ੍ਹ, 15 ਜੂਨ (ਮੰਗਤ ਸਿੰਘ)- ਸ਼੍ਰੋਮਣੀ ਅਕਾਲੀ ਦਲ ਦੀ ਮਜ਼ਬੂਤੀ ਲਈ ਬਣਾਈ ਗਈ ਭਰਤੀ ਕਮੇਟੀ ਦੇ ਕਾਰਜ ਨੂੰ ਸਖਤ ਮਿਹਨਤ ਨਾਲ ਪੂਰਾ ਕੀਤਾ ਜਾਵੇਗਾ। ਇਨ੍ਹਾਂ ਵਿਚਾਰਾਂ ਦਾ ਪ੍ਰਗਟਾਵਾ ਸੀਨੀਅਰ ਆਗੂ ਢੀਂਡਸਾ ਨੇ ਪੱਤਰਕਾਰਾਂ ਨਾਲ ਗੱਲਬਾਤ ਦੌਰਾਨ ਕੀਤਾ। ਉਨ੍ਹਾਂ ਕਿਹਾ ਕਿ ਪਾਰਟੀ ਨੂੰ ਮੁੜ ਪੈਰਾਂ ਸਿਰ ਕਰਨ ਲਈ ਹਰ ਵਰਕਰ ਦੀ ਰਾਇ ਲਈ ਜਾਵੇਗੀ। ਚੰਡੀਗੜ੍ਹ, 15 ਜੂਨ (ਮੰਗਤ ਸਿੰਘ)- ਸ਼੍ਰੋਮਣੀ ਅਕਾਲੀ ਦਲ ਦੀ ਮਜ਼ਬੂਤੀ ਲਈ ਬਣਾਈ ਗਈ ਭਰਤੀ ਕਮੇਟੀ ਦੇ ਕਾਰਜ ਨੂੰ ਸਖਤ ਮਿਹਨਤ ਨਾਲ ਪੂਰਾ ਕੀਤਾ ਜਾਵੇਗਾ। ਇਨ੍ਹਾਂ ਵਿਚਾਰਾਂ ਦਾ ਪ੍ਰਗਟਾਵਾ ਸੀਨੀਅਰ ਆਗੂ ਢੀਂਡਸਾ ਨੇ ਪੱਤਰਕਾਰਾਂ ਨਾਲ ਗੱਲਬਾਤ ਦੌਰਾਨ ਕੀਤਾ। ਉਨ੍ਹਾਂ ਕਿਹਾ ਕਿ ਪਾਰਟੀ ਨੂੰ ਮੁੜ ਪੈਰਾਂ ਸਿਰ ਕਰਨ ਲਈ ਹਰ ਵਰਕਰ ਦੀ ਰਾਇ ਲਈ ਜਾਵੇਗੀ। bbox=[6, 1469, 386, 1746]
masthead-word: ਪਹਿਰੇਦਾਰ bbox=[1044, 2, 1182, 43]
article-amrit-varkha bbox=[972, 980, 1506, 1411]
article-text-column: ਭਾਦਸੋਂ, 15 ਜੂਨ (ਬਹਾਦਰ ਸਿੰਘ ਮਟੌਰਾ)- ਪਿੰਡ ਭਾਦਸੋਂ ਵਿੱਚ ਆਮ ਆਦਮੀ ਪਾਰਟੀ ਅਤੇ ਕਾਂਗਰਸ ਦੇ ਵਰਕਰਾਂ ਦਰਮਿਆਨ ਚੋਣ ਪ੍ਰਚਾਰ ਦੌਰਾਨ ਹੋਈ ਝੜਪ ਮਗਰੋਂ ਪੁਲਿਸ ਨੇ ਆਪ ਦੇ 4 ਅਤੇ ਕਾਂਗਰਸ ਦੇ 12 ਵਰਕਰਾਂ ਖ਼ਿਲਾਫ਼ ਪਰਚੇ ਦਰਜ ਕਰ ਲਏ ਹਨ। ਦੋਵਾਂ ਧਿਰਾਂ ਵੱਲੋਂ ਇੱਕ-ਦੂਜੇ ਉੱਤੇ ਹਮਲਾ ਕਰਨ ਦੇ ਦੋਸ਼ ਲਾਏ ਜਾ ਰਹੇ ਹਨ। ਭਾਦਸੋਂ, 15 ਜੂਨ (ਬਹਾਦਰ ਸਿੰਘ ਮਟੌਰਾ)- ਪਿੰਡ ਭਾਦਸੋਂ ਵਿੱਚ ਆਮ ਆਦਮੀ ਪਾਰਟੀ ਅਤੇ ਕਾਂਗਰਸ ਦੇ ਵਰਕਰਾਂ ਦਰਮਿਆਨ ਚੋਣ ਪ੍ਰਚਾਰ ਦੌਰਾਨ ਹੋਈ ਝੜਪ ਮਗਰੋਂ ਪੁਲਿਸ ਨੇ ਆਪ ਦੇ 4 ਅਤੇ ਕਾਂਗਰਸ ਦੇ 12 ਵਰਕਰਾਂ ਖ਼ਿਲਾਫ਼ ਪਰਚੇ ਦਰਜ ਕਰ ਲਏ ਹਨ। ਦੋਵਾਂ ਧਿਰਾਂ ਵੱਲੋਂ ਇੱਕ-ਦੂਜੇ ਉੱਤੇ ਹਮਲਾ ਕਰਨ ਦੇ ਦੋਸ਼ ਲਾਏ ਜਾ ਰਹੇ ਹਨ। ਭਾਦਸੋਂ, 15 ਜੂਨ (ਬਹਾਦਰ ਸਿੰਘ ਮਟੌਰਾ)- ਪਿੰਡ ਭਾਦਸੋਂ ਵਿੱਚ ਆਮ ਆਦਮੀ ਪਾਰਟੀ ਅਤੇ ਕਾਂਗਰਸ ਦੇ ਵਰਕਰਾਂ ਦਰਮਿਆਨ ਚੋਣ ਪ੍ਰਚਾਰ ਦੌਰਾਨ ਹੋਈ ਝੜਪ ਮਗਰੋਂ ਪੁਲਿਸ ਨੇ ਆਪ ਦੇ 4 ਅਤੇ ਕਾਂਗਰਸ ਦੇ 12 ਵਰਕਰਾਂ ਖ਼ਿਲਾਫ਼ ਪਰਚੇ ਦਰਜ ਕਰ ਲਏ ਹਨ। ਦੋਵਾਂ ਧਿਰਾਂ ਵੱਲੋਂ ਇੱਕ-ਦੂਜੇ ਉੱਤੇ ਹਮਲਾ ਕਰਨ ਦੇ ਦੋਸ਼ ਲਾਏ ਜਾ ਰਹੇ ਹਨ। bbox=[15, 135, 121, 482]
article-congress-rally bbox=[6, 531, 386, 1411]
temple-gathering-photo bbox=[392, 1066, 747, 1295]
registration-marks bbox=[6, 2395, 65, 2407]
article-headline: ਕਾਂਗਰਸੀ ਉਮੀਦਵਾਰ ਦੇ ਹੱਕ ਵਿੱਚ ਚੋਣ ਰੈਲੀਆਂ ਅਤੇ ਨੁੱਕੜ ਮੀਟਿੰਗਾਂ ਵਿੱਚ ਹੋ ਰਿਹਾ ਭਾਰੀ ਇਕੱਠ bbox=[6, 531, 365, 577]
article-text-column: ਸਵੇਰ ਤੋਂ ਹੀ ਸੰਗਤਾਂ ਦੀਆਂ ਲੰਮੀਆਂ ਕਤਾਰਾਂ ਲੱਗ ਗਈਆਂ ਸਨ। ਦੂਰੋਂ-ਦੂਰੋਂ ਆਈਆਂ ਸੰਗਤਾਂ ਨੇ ਮੱਥਾ ਟੇਕ ਕੇ ਆਸ਼ੀਰਵਾਦ ਪ੍ਰਾਪਤ ਕੀਤਾ। ਲੰਗਰ ਦੀ ਸੇਵਾ ਵਿੱਚ ਨੌਜਵਾਨਾਂ ਨੇ ਵਧ-ਚੜ੍ਹ ਕੇ ਹਿੱਸਾ ਲਿਆ। ਸੁਰੱਖਿਆ ਦੇ ਪੁਖ਼ਤਾ ਪ੍ਰਬੰਧ ਕੀਤੇ ਗਏ ਸਨ ਅਤੇ ਸੇਵਾਦਾਰ ਸਾਰਾ ਦਿਨ ਸੇਵਾ ਵਿੱਚ ਜੁਟੇ ਰਹੇ। ਸਵੇਰ ਤੋਂ ਹੀ ਸੰਗਤਾਂ ਦੀਆਂ ਲੰਮੀਆਂ ਕਤਾਰਾਂ ਲੱਗ ਗਈਆਂ ਸਨ। ਦੂਰੋਂ-ਦੂਰੋਂ ਆਈਆਂ ਸੰਗਤਾਂ ਨੇ ਮੱਥਾ ਟੇਕ ਕੇ ਆਸ਼ੀਰਵਾਦ ਪ੍ਰਾਪਤ ਕੀਤਾ। ਲੰਗਰ ਦੀ ਸੇਵਾ ਵਿੱਚ ਨੌਜਵਾਨਾਂ ਨੇ ਵਧ-ਚੜ੍ਹ ਕੇ ਹਿੱਸਾ ਲਿਆ। ਸੁਰੱਖਿਆ ਦੇ ਪੁਖ਼ਤਾ ਪ੍ਰਬੰਧ ਕੀਤੇ ਗਏ ਸਨ ਅਤੇ ਸੇਵਾਦਾਰ ਸਾਰਾ ਦਿਨ ਸੇਵਾ ਵਿੱਚ ਜੁਟੇ ਰਹੇ। ਸਵੇਰ ਤੋਂ ਹੀ ਸੰਗਤਾਂ ਦੀਆਂ ਲੰਮੀਆਂ ਕਤਾਰਾਂ ਲੱਗ ਗਈਆਂ ਸਨ। ਦੂਰੋਂ-ਦੂਰੋਂ ਆਈਆਂ ਸੰਗਤਾਂ ਨੇ ਮੱਥਾ ਟੇਕ ਕੇ ਆਸ਼ੀਰਵਾਦ ਪ੍ਰਾਪਤ ਕੀਤਾ। ਲੰਗਰ ਦੀ ਸੇਵਾ ਵਿੱਚ ਨੌਜਵਾਨਾਂ ਨੇ ਵਧ-ਚੜ੍ਹ ਕੇ ਹਿੱਸਾ ਲਿਆ। ਸੁਰੱਖਿਆ ਦੇ ਪੁਖ਼ਤਾ ਪ੍ਰਬੰਧ ਕੀਤੇ ਗਏ ਸਨ ਅਤੇ ਸੇਵਾਦਾਰ ਸਾਰਾ ਦਿਨ ਸੇਵਾ ਵਿੱਚ ਜੁਟੇ ਰਹੇ। bbox=[392, 1311, 966, 1367]
yellow-siropa-group-photo bbox=[517, 1512, 1020, 1751]
article-darbar-sahib bbox=[760, 52, 1506, 523]
yellow-flags-crowd-photo bbox=[1235, 1498, 1504, 1734]
masthead-tagline: ਹੱਕ ਸੱਚ ਦਾ ਪਹਿਰੇਦਾਰ bbox=[1447, 6, 1506, 14]
article-photo-block bbox=[312, 1947, 627, 2372]
article-photo-block bbox=[517, 1512, 1020, 1773]
registration-mark bbox=[473, 2395, 485, 2407]
registration-marks bbox=[977, 2395, 1052, 2407]
article-text-column: ਰਾਗੀ ਜਥਿਆਂ ਨੇ ਰਸਭਿੰਨਾ ਕੀਰਤਨ ਕਰਕੇ ਸੰਗਤਾਂ ਨੂੰ ਗੁਰੂ ਚਰਨਾਂ ਨਾਲ ਜੋੜਿਆ। ਢਾਡੀ ਜਥਿਆਂ ਨੇ ਸਿੱਖ ਇਤਿਹਾਸ ਦੀਆਂ ਵਾਰਾਂ ਸੁਣਾਈਆਂ। ਅਰਦਾਸ ਉਪਰੰਤ ਗੁਰੂ ਕਾ ਲੰਗਰ ਅਤੁੱਟ ਵਰਤਾਇਆ ਗਿਆ। ਪ੍ਰਬੰਧਕ ਕਮੇਟੀ ਵੱਲੋਂ ਦੂਰੋਂ-ਨੇੜਿਓਂ ਆਈਆਂ ਸੰਗਤਾਂ ਦਾ ਧੰਨਵਾਦ ਕੀਤਾ ਗਿਆ ਅਤੇ ਅੱਗੇ ਤੋਂ ਵੀ ਅਜਿਹੇ ਸਮਾਗਮ ਕਰਵਾਉਣ ਦਾ ਭਰੋਸਾ ਦਿੱਤਾ ਗਿਆ। ਰਾਗੀ ਜਥਿਆਂ ਨੇ ਰਸਭਿੰਨਾ ਕੀਰਤਨ ਕਰਕੇ ਸੰਗਤਾਂ ਨੂੰ ਗੁਰੂ ਚਰਨਾਂ ਨਾਲ ਜੋੜਿਆ। ਢਾਡੀ ਜਥਿਆਂ ਨੇ ਸਿੱਖ ਇਤਿਹਾਸ ਦੀਆਂ ਵਾਰਾਂ ਸੁਣਾਈਆਂ। ਅਰਦਾਸ ਉਪਰੰਤ ਗੁਰੂ ਕਾ ਲੰਗਰ ਅਤੁੱਟ ਵਰਤਾਇਆ ਗਿਆ। ਪ੍ਰਬੰਧਕ ਕਮੇਟੀ ਵੱਲੋਂ ਦੂਰੋਂ-ਨੇੜਿਓਂ ਆਈਆਂ ਸੰਗਤਾਂ ਦਾ ਧੰਨਵਾਦ ਕੀਤਾ ਗਿਆ ਅਤੇ ਅੱਗੇ ਤੋਂ ਵੀ ਅਜਿਹੇ ਸਮਾਗਮ ਕਰਵਾਉਣ ਦਾ ਭਰੋਸਾ ਦਿੱਤਾ ਗਿਆ। bbox=[1310, 1222, 1505, 1360]
registration-mark bbox=[489, 2395, 500, 2407]
article-photo-block bbox=[128, 135, 469, 499]
protest-photo bbox=[128, 135, 469, 371]
article-text-column: ਰਾਗੀ ਜਥਿਆਂ ਨੇ ਰਸਭਿੰਨਾ ਕੀਰਤਨ ਕਰਕੇ ਸੰਗਤਾਂ ਨੂੰ ਗੁਰੂ ਚਰਨਾਂ ਨਾਲ ਜੋੜਿਆ। ਢਾਡੀ ਜਥਿਆਂ ਨੇ ਸਿੱਖ ਇਤਿਹਾਸ ਦੀਆਂ ਵਾਰਾਂ ਸੁਣਾਈਆਂ। ਅਰਦਾਸ ਉਪਰੰਤ ਗੁਰੂ ਕਾ ਲੰਗਰ ਅਤੁੱਟ ਵਰਤਾਇਆ ਗਿਆ। ਪ੍ਰਬੰਧਕ ਕਮੇਟੀ ਵੱਲੋਂ ਦੂਰੋਂ-ਨੇੜਿਓਂ ਆਈਆਂ ਸੰਗਤਾਂ ਦਾ ਧੰਨਵਾਦ ਕੀਤਾ ਗਿਆ ਅਤੇ ਅੱਗੇ ਤੋਂ ਵੀ ਅਜਿਹੇ ਸਮਾਗਮ ਕਰਵਾਉਣ ਦਾ ਭਰੋਸਾ ਦਿੱਤਾ ਗਿਆ। ਰਾਗੀ ਜਥਿਆਂ ਨੇ ਰਸਭਿੰਨਾ ਕੀਰਤਨ ਕਰਕੇ ਸੰਗਤਾਂ ਨੂੰ ਗੁਰੂ ਚਰਨਾਂ ਨਾਲ ਜੋੜਿਆ। ਢਾਡੀ ਜਥਿਆਂ ਨੇ ਸਿੱਖ ਇਤਿਹਾਸ ਦੀਆਂ ਵਾਰਾਂ ਸੁਣਾਈਆਂ। ਅਰਦਾਸ ਉਪਰੰਤ ਗੁਰੂ ਕਾ ਲੰਗਰ ਅਤੁੱਟ ਵਰਤਾਇਆ ਗਿਆ। ਪ੍ਰਬੰਧਕ ਕਮੇਟੀ ਵੱਲੋਂ ਦੂਰੋਂ-ਨੇੜਿਓਂ ਆਈਆਂ ਸੰਗਤਾਂ ਦਾ ਧੰਨਵਾਦ ਕੀਤਾ ਗਿਆ ਅਤੇ ਅੱਗੇ ਤੋਂ ਵੀ ਅਜਿਹੇ ਸਮਾਗਮ ਕਰਵਾਉਣ ਦਾ ਭਰੋਸਾ ਦਿੱਤਾ ਗਿਆ। bbox=[1339, 2206, 1506, 2367]
article-headline: ਤਿੰਨ ਰੋਜ਼ਾ ਅੰਮ੍ਰਿਤ ਵਰਖਾ ਸਮਾਗਮ ਇਲਾਕੇ ਦੀਆਂ ਸੰਗਤਾਂ ਵਾਸਤੇ ਯਾਦਗਾਰੀ ਬਣੇ bbox=[972, 981, 1276, 1059]
article-headline: ਫਗਵਾੜਾ ਪੱਤਰਕਾਰ ਸੰਗਠਨ ਨੇ ਅਹਿਮਦਾਬਾਦ ਜਹਾਜ਼ ਹਾਦਸੇ 'ਚ ਮਾਰੇ ਗਏ ਲੋਕਾਂ ਪ੍ਰਤੀ ਕੀਤਾ ਗਹਿਰੇ ਦੁੱਖ ਦਾ ਪ੍ਰਗਟਾਵਾ bbox=[1149, 531, 1490, 595]
article-photo-block bbox=[1310, 980, 1505, 1405]
article-headline: ਐਡਵੋਕੇਟ ਘੁੰਮਣ ਦੇ ਸਿਖਰਾਂ 'ਤੇ ਪੁੱਜੀ ਚੋਣ ਮੁਹਿੰਮ ਨੇ ਵਿਰੋਧੀ ਉਮੀਦਵਾਰਾਂ ਦੇ ਚਿਹਰਿਆਂ 'ਤੇ ਲਿਆਂਦੇ ਪਸੀਨੇ bbox=[1235, 1417, 1488, 1475]
article-text-column: ਪਿੰਡ ਵਿੱਚ ਤਣਾਅ ਦੇ ਮੱਦੇਨਜ਼ਰ ਭਾਰੀ ਪੁਲਿਸ ਫੋਰਸ ਤਾਇਨਾਤ ਕਰ ਦਿੱਤੀ ਗਈ ਹੈ। ਆਗੂਆਂ ਨੇ ਵਰਕਰਾਂ ਨੂੰ ਸ਼ਾਂਤੀ ਬਣਾਈ ਰੱਖਣ ਦੀ ਅਪੀਲ ਕੀਤੀ ਹੈ। ਪੁਲਿਸ ਅਧਿਕਾਰੀਆਂ ਨੇ ਦੱਸਿਆ ਕਿ ਮਾਮਲੇ ਦੀ ਜਾਂਚ ਜਾਰੀ ਹੈ ਅਤੇ ਦੋਸ਼ੀਆਂ ਖ਼ਿਲਾਫ਼ ਬਣਦੀ ਕਾਰਵਾਈ ਕੀਤੀ ਜਾਵੇਗੀ। ਪਿੰਡ ਵਿੱਚ ਤਣਾਅ ਦੇ ਮੱਦੇਨਜ਼ਰ ਭਾਰੀ ਪੁਲਿਸ ਫੋਰਸ ਤਾਇਨਾਤ ਕਰ ਦਿੱਤੀ ਗਈ ਹੈ। ਆਗੂਆਂ ਨੇ ਵਰਕਰਾਂ ਨੂੰ ਸ਼ਾਂਤੀ ਬਣਾਈ ਰੱਖਣ ਦੀ ਅਪੀਲ ਕੀਤੀ ਹੈ। ਪੁਲਿਸ ਅਧਿਕਾਰੀਆਂ ਨੇ ਦੱਸਿਆ ਕਿ ਮਾਮਲੇ ਦੀ ਜਾਂਚ ਜਾਰੀ ਹੈ ਅਤੇ ਦੋਸ਼ੀਆਂ ਖ਼ਿਲਾਫ਼ ਬਣਦੀ ਕਾਰਵਾਈ ਕੀਤੀ ਜਾਵੇਗੀ। ਪਿੰਡ ਵਿੱਚ ਤਣਾਅ ਦੇ ਮੱਦੇਨਜ਼ਰ ਭਾਰੀ ਪੁਲਿਸ ਫੋਰਸ ਤਾਇਨਾਤ ਕਰ ਦਿੱਤੀ ਗਈ ਹੈ। ਆਗੂਆਂ ਨੇ ਵਰਕਰਾਂ ਨੂੰ ਸ਼ਾਂਤੀ ਬਣਾਈ ਰੱਖਣ ਦੀ ਅਪੀਲ ਕੀਤੀ ਹੈ। ਪੁਲਿਸ ਅਧਿਕਾਰੀਆਂ ਨੇ ਦੱਸਿਆ ਕਿ ਮਾਮਲੇ ਦੀ ਜਾਂਚ ਜਾਰੀ ਹੈ ਅਤੇ ਦੋਸ਼ੀਆਂ ਖ਼ਿਲਾਫ਼ ਬਣਦੀ ਕਾਰਵਾਈ ਕੀਤੀ ਜਾਵੇਗੀ। bbox=[128, 376, 469, 468]
article-headline: ਅਕਾਲੀ ਦਲ ਦੀ ਮਜ਼ਬੂਤੀ ਲਈ ਭਰਤੀ ਕਮੇਟੀ ਦੇ ਕਾਰਜ ਨੂੰ ਸਖਤ ਮਿਹਨਤ ਨਾਲ ਕਰਾਂਗੇ ਪੂਰਾ : ਢੀਂਡਸਾ bbox=[6, 1417, 385, 1463]
article-text-column: ਸਾਹਨੇਵਾਲ, 15 ਜੂਨ (ਪ੍ਰਿਤਪਾਲ ਸਿੰਘ)- ਗੁਰਦੁਆਰਾ ਸਿੰਘ ਸਭਾ ਵਿਖੇ ਚੱਲ ਰਿਹਾ 15 ਦਿਨਾਂ ਗੁਰਮਤਿ ਸਿਖਲਾਈ ਕੈਂਪ ਸਮਾਪਤ ਹੋ ਗਿਆ। ਕੈਂਪ ਦੌਰਾਨ 135 ਬੱਚਿਆਂ ਨੇ ਗੁਰਬਾਣੀ ਸੰਥਿਆ, ਗੁਰਮੁਖੀ ਅੱਖਰ ਅਤੇ ਸਿੱਖ ਇਤਿਹਾਸ ਬਾਰੇ ਜਾਣਕਾਰੀ ਹਾਸਲ ਕੀਤੀ। ਸਮਾਪਤੀ ਸਮਾਰੋਹ ਮੌਕੇ ਬੱਚਿਆਂ ਨੂੰ ਸਨਮਾਨ ਚਿੰਨ੍ਹ ਅਤੇ ਸਰਟੀਫਿਕੇਟ ਦੇ ਕੇ ਸਨਮਾਨਿਤ ਕੀਤਾ ਗਿਆ। ਸਾਹਨੇਵਾਲ, 15 ਜੂਨ (ਪ੍ਰਿਤਪਾਲ ਸਿੰਘ)- ਗੁਰਦੁਆਰਾ ਸਿੰਘ ਸਭਾ ਵਿਖੇ ਚੱਲ ਰਿਹਾ 15 ਦਿਨਾਂ ਗੁਰਮਤਿ ਸਿਖਲਾਈ ਕੈਂਪ ਸਮਾਪਤ ਹੋ ਗਿਆ। ਕੈਂਪ ਦੌਰਾਨ 135 ਬੱਚਿਆਂ ਨੇ ਗੁਰਬਾਣੀ ਸੰਥਿਆ, ਗੁਰਮੁਖੀ ਅੱਖਰ ਅਤੇ ਸਿੱਖ ਇਤਿਹਾਸ ਬਾਰੇ ਜਾਣਕਾਰੀ ਹਾਸਲ ਕੀਤੀ। ਸਮਾਪਤੀ ਸਮਾਰੋਹ ਮੌਕੇ ਬੱਚਿਆਂ ਨੂੰ ਸਨਮਾਨ ਚਿੰਨ੍ਹ ਅਤੇ ਸਰਟੀਫਿਕੇਟ ਦੇ ਕੇ ਸਨਮਾਨਿਤ ਕੀਤਾ ਗਿਆ। ਸਾਹਨੇਵਾਲ, 15 ਜੂਨ (ਪ੍ਰਿਤਪਾਲ ਸਿੰਘ)- ਗੁਰਦੁਆਰਾ ਸਿੰਘ ਸਭਾ ਵਿਖੇ ਚੱਲ ਰਿਹਾ 15 ਦਿਨਾਂ ਗੁਰਮਤਿ ਸਿਖਲਾਈ ਕੈਂਪ ਸਮਾਪਤ ਹੋ ਗਿਆ। ਕੈਂਪ ਦੌਰਾਨ 135 ਬੱਚਿਆਂ ਨੇ ਗੁਰਬਾਣੀ ਸੰਥਿਆ, ਗੁਰਮੁਖੀ ਅੱਖਰ ਅਤੇ ਸਿੱਖ ਇਤਿਹਾਸ ਬਾਰੇ ਜਾਣਕਾਰੀ ਹਾਸਲ ਕੀਤੀ। ਸਮਾਪਤੀ ਸਮਾਰੋਹ ਮੌਕੇ ਬੱਚਿਆਂ ਨੂੰ ਸਨਮਾਨ ਚਿੰਨ੍ਹ ਅਤੇ ਸਰਟੀਫਿਕੇਟ ਦੇ ਕੇ ਸਨਮਾਨਿਤ ਕੀਤਾ ਗਿਆ। ਸਾਹਨੇਵਾਲ, 15 ਜੂਨ (ਪ੍ਰਿਤਪਾਲ ਸਿੰਘ)- ਗੁਰਦੁਆਰਾ ਸਿੰਘ ਸਭਾ ਵਿਖੇ ਚੱਲ ਰਿਹਾ 15 ਦਿਨਾਂ ਗੁਰਮਤਿ ਸਿਖਲਾਈ ਕੈਂਪ ਸਮਾਪਤ ਹੋ ਗਿਆ। ਕੈਂਪ ਦੌਰਾਨ 135 ਬੱਚਿਆਂ ਨੇ ਗੁਰਬਾਣੀ ਸੰਥਿਆ, ਗੁਰਮੁਖੀ ਅੱਖਰ ਅਤੇ ਸਿੱਖ ਇਤਿਹਾਸ ਬਾਰੇ ਜਾਣਕਾਰੀ ਹਾਸਲ ਕੀਤੀ। ਸਮਾਪਤੀ ਸਮਾਰੋਹ ਮੌਕੇ ਬੱਚਿਆਂ ਨੂੰ ਸਨਮਾਨ ਚਿੰਨ੍ਹ ਅਤੇ ਸਰਟੀਫਿਕੇਟ ਦੇ ਕੇ ਸਨਮਾਨਿਤ ਕੀਤਾ ਗਿਆ। bbox=[755, 597, 1142, 747]
page-date: ਸੋਮਵਾਰ, 16 ਜੂਨ 2025 bbox=[49, 17, 177, 35]
article-headline: ਜੂਨ 1984 'ਚ ਦਰਬਾਰ ਸਾਹਿਬ 'ਤੇ ਹਮਲੇ ਨਾਲ ਖ਼ਾਲਿਸਤਾਨ ਦੀ ਨੀਂਹ ਰੱਖੀ ਗਈ, ਸਿੱਖ ਕੌਮ ਜਲਦੀ ਆਜ਼ਾਦ ਹੋਵੇਗੀ : ਸੰਤ ਰਾਮ ਸਿੰਘ/ਭਾਈ ਰਣਜੀਤ ਸਿੰਘ/ਭਾਈ ਬਲੇਰ/ਭਾਈ ਘੁਮਾਣ bbox=[760, 53, 1503, 104]
registration-mark bbox=[1040, 2395, 1052, 2407]
registration-mark bbox=[38, 2395, 50, 2407]
article-headline: ਗੁਰਦੁਆਰਾ ਸਿੰਘ ਸਭਾ ਵਿਖੇ 15 ਦਿਨਾਂ ਗੁਰਮਤਿ ਸਿਖਲਾਈ ਕੈਂਪ ਸਮਾਪਤ bbox=[422, 532, 1113, 563]
registration-marks bbox=[1454, 2395, 1512, 2407]
registration-mark bbox=[504, 2395, 516, 2407]
header-rule bbox=[0, 47, 1512, 48]
article-headline: ਦਰਬਾਰ ਸੰਪੰਨਤਾ ਲੱਖਾਂ ਵਲੋਂ ਸੰਗਰਾਂਦ ਦੇ ਦਿਹਾੜੇ ਮੌਕੇ ਦਰਬਾਰ ਧਾਰਮਿਕ ਨੂਰੀ ਦੀਵਾਨ ਸਜਾਏ bbox=[1095, 1915, 1477, 1958]
registration-mark bbox=[6, 2395, 18, 2407]
dhindsa-portrait-photo bbox=[6, 1470, 126, 1625]
article-headline: ਅਕਾਲੀ ਦਲ ਵਾਰਿਸ ਪੰਜਾਬ ਦੇ ਆਗੂਆਂ ਦੀ ਜਥੇਦਾਰ ਚੀਮਾ ਦੀ ਅਗਵਾਈ ਵਿੱਚ ਹਲਕਾ ਸਾਹਨੇਵਾਲ ਵਿਖੇ ਹੋਈ ਮੀਟਿੰਗ bbox=[424, 1417, 1198, 1477]
registration-mark bbox=[22, 2395, 34, 2407]
article-text-block bbox=[972, 980, 1302, 1405]
article-headline: ਭਾਦਸੋਂ ਵਿਚ ਆਪ ਤੇ ਕਾਂਗਰਸ ਦੀ ਖੜਕੀ, ਆਪ ਦੇ 4 ਅਤੇ ਕਾਂਗਰਸ ਦੇ 12 ਵਿਰੁੱਧ ਪਰਚੇ ਦਰਜ bbox=[15, 59, 745, 130]
registration-mark bbox=[536, 2395, 548, 2407]
registration-mark bbox=[54, 2395, 65, 2407]
article-text-column: ਸਵੇਰ ਤੋਂ ਹੀ ਸੰਗਤਾਂ ਦੀਆਂ ਲੰਮੀਆਂ ਕਤਾਰਾਂ ਲੱਗ ਗਈਆਂ ਸਨ। ਦੂਰੋਂ-ਦੂਰੋਂ ਆਈਆਂ ਸੰਗਤਾਂ ਨੇ ਮੱਥਾ ਟੇਕ ਕੇ ਆਸ਼ੀਰਵਾਦ ਪ੍ਰਾਪਤ ਕੀਤਾ। ਲੰਗਰ ਦੀ ਸੇਵਾ ਵਿੱਚ ਨੌਜਵਾਨਾਂ ਨੇ ਵਧ-ਚੜ੍ਹ ਕੇ ਹਿੱਸਾ ਲਿਆ। ਸੁਰੱਖਿਆ ਦੇ ਪੁਖ਼ਤਾ ਪ੍ਰਬੰਧ ਕੀਤੇ ਗਏ ਸਨ ਅਤੇ ਸੇਵਾਦਾਰ ਸਾਰਾ ਦਿਨ ਸੇਵਾ ਵਿੱਚ ਜੁਟੇ ਰਹੇ। bbox=[312, 2293, 627, 2326]
